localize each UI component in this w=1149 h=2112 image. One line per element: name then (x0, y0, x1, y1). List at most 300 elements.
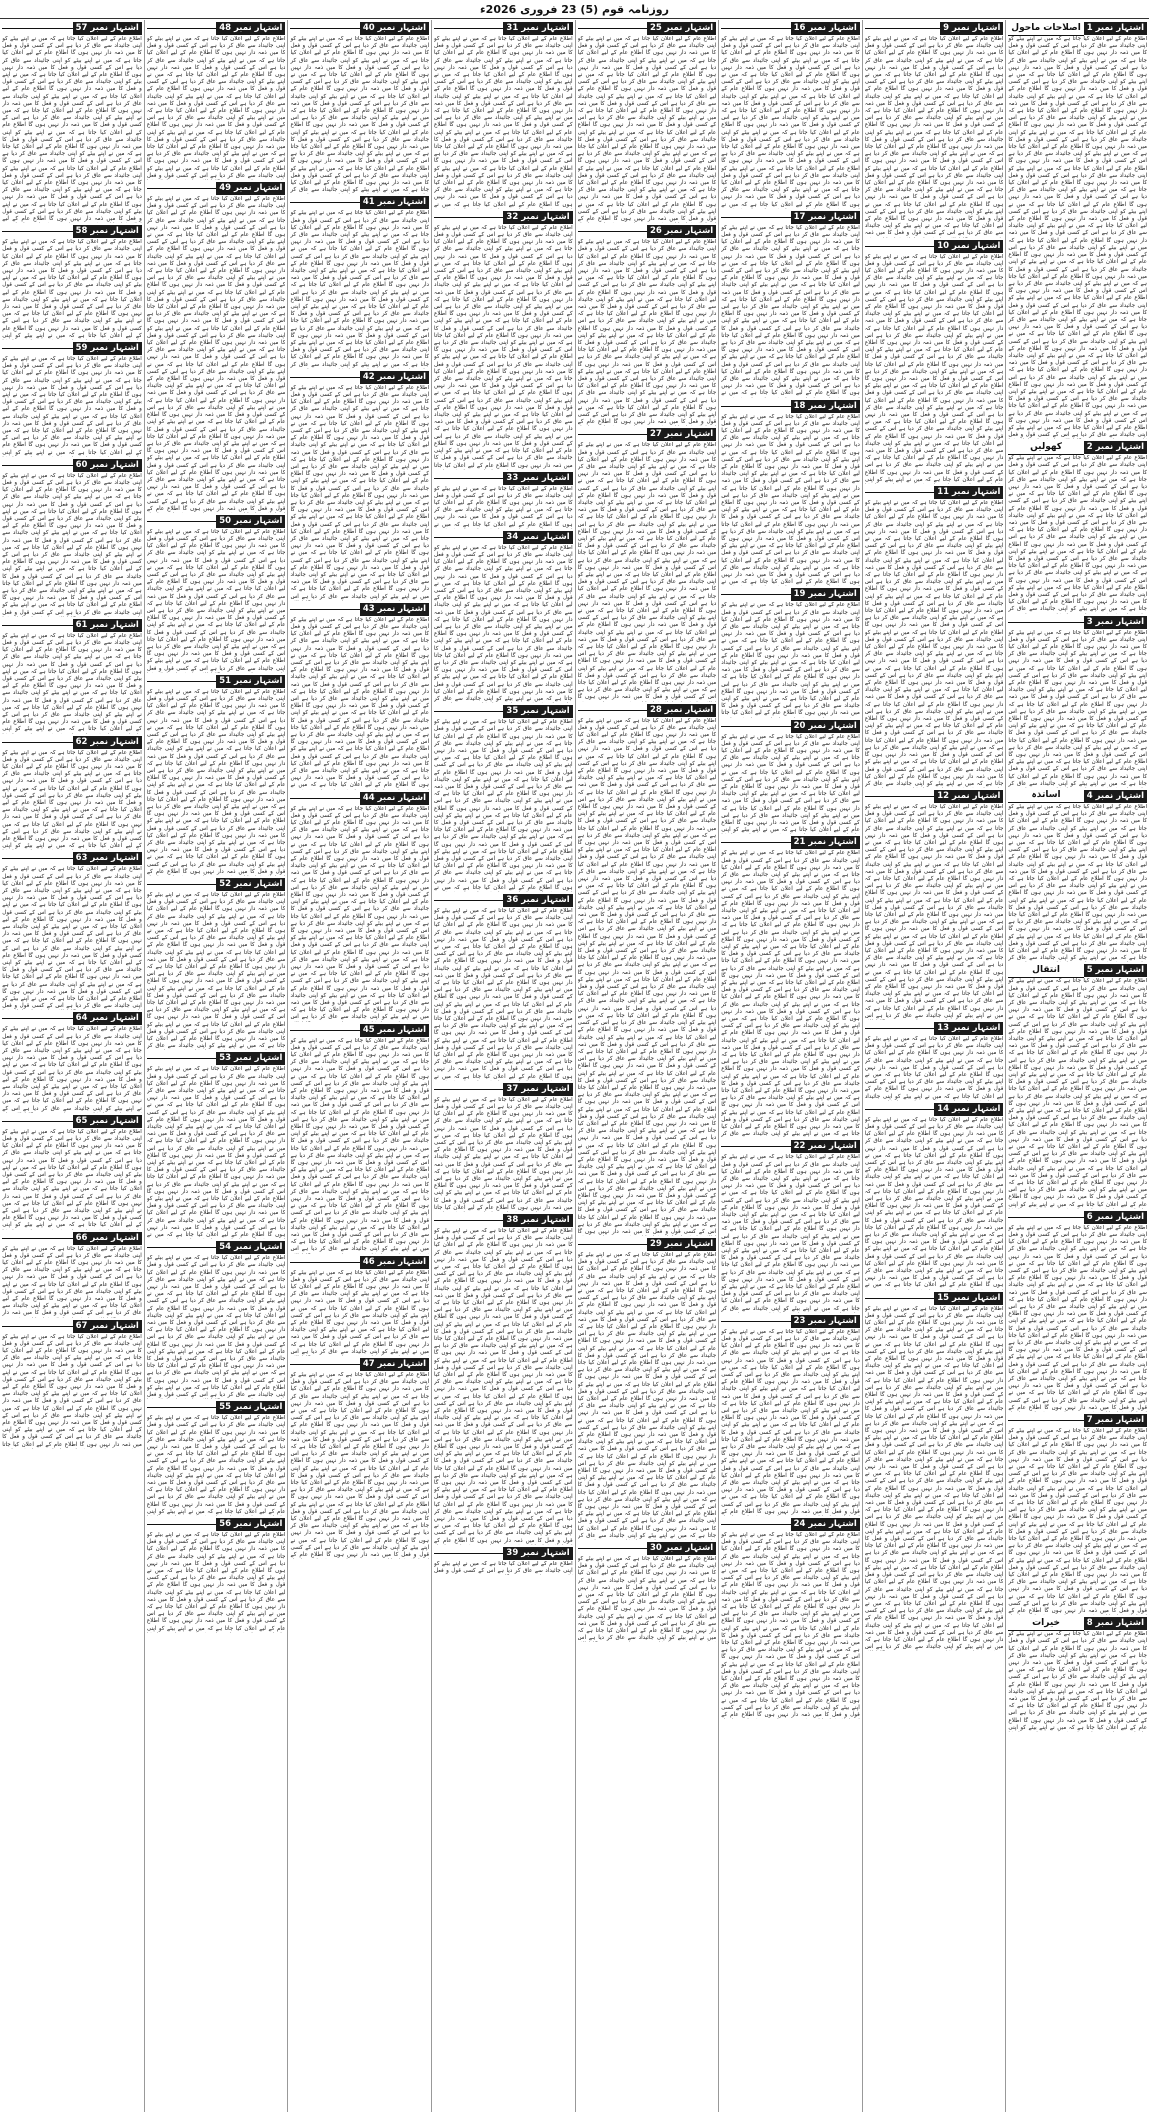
ad-number-badge: اشتہار نمبر 5 (1084, 964, 1147, 977)
ad-body-text: اطلاع عام کے لیے اعلان کیا جاتا ہے کہ میں نے اپنے بیٹے کو اپنی جائیداد سے عاق کر دیا ہے اس کے کسی قول و فعل کا میں ذمہ دار نہیں ہوں گا اطلاع عام کے لیے اعلان کیا جاتا ہے کہ میں نے اپنے بیٹے کو اپنی جائیداد سے عاق کر دیا ہے اس کے کسی قول و فعل کا میں ذمہ دار نہیں ہوں گا اطلاع عام کے لیے اعلان کیا جاتا ہے کہ میں نے اپنے بیٹے کو اپنی جائیداد سے عاق کر دیا ہے اس کے کسی قول و فعل کا میں ذمہ دار نہیں ہوں گا اطلاع عام کے لیے اعلان کیا جاتا ہے کہ میں نے اپنے بیٹے کو اپنی جائیداد سے عاق کر دیا ہے اس کے کسی قول و فعل کا میں ذمہ دار نہیں ہوں گا اطلاع عام کے لیے اعلان کیا جاتا ہے کہ میں نے اپنے بیٹے کو اپنی جائیداد سے عاق کر دیا ہے اس کے کسی قول و فعل کا میں ذمہ دار نہیں ہوں گا اطلاع عام کے لیے اعلان کیا جاتا ہے کہ میں نے اپنے بیٹے کو اپنی جائیداد سے عاق کر دیا ہے اس کے کسی قول و فعل کا میں ذمہ دار نہیں ہوں گا اطلاع عام کے لیے اعلان کیا جاتا ہے کہ میں نے اپنے بیٹے کو اپنی جائیداد سے عاق کر دیا ہے اس کے کسی قول و فعل کا میں ذمہ دار نہیں ہوں گا اطلاع عام کے لیے اعلان کیا جاتا ہے کہ میں نے اپنے بیٹے کو اپنی جائیداد سے عاق کر دیا ہے اس کے کسی قول و فعل کا میں ذمہ دار نہیں ہوں گا اطلاع عام کے لیے اعلان کیا جاتا ہے کہ میں نے اپنے بیٹے کو اپنی جائیداد سے عاق کر (721, 1154, 860, 1312)
ad-number-badge: اشتہار نمبر 47 (360, 1358, 429, 1371)
ad-header (2, 1320, 142, 1333)
classified-ad (434, 531, 573, 703)
ad-title (434, 217, 503, 218)
ad-body-text: اطلاع عام کے لیے اعلان کیا جاتا ہے کہ میں نے اپنے بیٹے کو اپنی جائیداد سے عاق کر دیا ہے اس کے کسی قول و فعل کا میں ذمہ دار نہیں ہوں گا اطلاع عام کے لیے اعلان کیا جاتا ہے کہ میں نے اپنے بیٹے کو اپنی جائیداد سے عاق کر دیا ہے اس کے کسی قول و فعل کا میں ذمہ دار نہیں ہوں گا اطلاع عام کے لیے اعلان کیا جاتا ہے کہ میں نے اپنے بیٹے کو اپنی جائیداد سے عاق کر دیا ہے اس کے کسی قول و فعل کا میں ذمہ دار نہیں ہوں گا اطلاع عام کے لیے اعلان کیا جاتا ہے کہ میں نے اپنے بیٹے کو اپنی جائیداد سے عاق کر دیا ہے اس کے کسی قول و فعل کا میں ذمہ دار نہیں ہوں گا اطلاع عام کے لیے اعلان کیا جاتا ہے کہ میں نے اپنے بیٹے کو اپنی جائیداد سے عاق کر دیا ہے اس کے کسی قول و فعل کا میں ذمہ دار نہیں ہوں گا اطلاع عام کے لیے اعلان کیا جاتا ہے کہ میں نے اپنے بیٹے کو اپنی جائیداد سے عاق کر دیا ہے اس کے کسی قول و فعل کا میں ذمہ دار نہیں ہوں گا اطلاع عام کے لیے اعلان کیا جاتا ہے کہ میں نے اپنے بیٹے کو اپنی جائیداد سے عاق کر دیا ہے اس کے کسی قول و فعل کا میں ذمہ دار نہیں ہوں گا اطلاع عام کے لیے اعلان کیا جاتا ہے کہ میں نے اپنے بیٹے کو اپنی جائیداد سے عاق کر دیا ہے اس کے کسی قول و فعل کا میں ذمہ دار نہیں ہوں گا اطلاع عام کے لیے اعلان کیا جاتا ہے کہ میں نے اپنے بیٹے کو اپنی جائیداد سے عاق کر دیا ہے اس کے کسی قول و فعل کا میں ذمہ دار نہیں ہوں گا اطلاع عام کے لیے اعلان کیا جاتا ہے کہ میں نے اپنے بیٹے کو اپنی جائیداد سے عاق کر دیا ہے اس کے کسی قول و فعل کا میں ذمہ دار نہیں ہوں گا اطلاع عام کے لیے اعلان کیا جاتا ہے کہ میں نے اپنے بیٹے کو اپنی جائیداد سے عاق کر دیا ہے اس کے کسی قول و فعل کا میں ذمہ دار نہیں ہوں گا اطلاع عام کے لیے اعلان کیا جاتا ہے کہ میں نے اپنے بیٹے کو اپنی جائیداد سے عاق کر دیا ہے اس کے کسی قول و فعل کا میں ذمہ دار نہیں ہوں گا اطلاع عام کے لیے اعلان کیا جاتا ہے کہ میں نے اپنے بیٹے کو اپنی جائیداد سے عاق کر دیا ہے اس کے کسی قول و فعل کا میں ذمہ دار نہیں ہوں گا اطلاع عام کے لیے اعلان کیا جاتا ہے کہ میں نے اپنے بیٹے کو اپنی جائیداد سے عاق کر دیا ہے اس کے کسی قول و فعل کا میں ذمہ دار نہیں ہوں گا اطلاع عام کے لیے اعلان کیا جاتا ہے کہ میں نے اپنے بیٹے کو اپنی جائیداد سے عاق کر دیا ہے اس کے کسی قول و فعل کا میں ذمہ دار نہیں ہوں گا اطلاع عام کے لیے اعلان کیا جاتا ہے کہ میں نے اپنے بیٹے کو اپنی جائیداد سے عاق کر دیا ہے اس کے کسی قول و فعل کا میں ذمہ دار نہیں ہوں گا اطلاع عام کے لیے اعلان کیا جاتا ہے کہ میں نے اپنے بیٹے کو اپنی جائیداد سے عاق کر دیا ہے اس کے کسی قول و فعل کا میں ذمہ دار نہیں ہوں گا اطلاع عام کے لیے اعلان کیا جاتا ہے کہ میں نے اپنے بیٹے کو اپنی جائیداد سے عاق کر دیا ہے اس کے کسی قول و فعل کا میں ذمہ دار نہیں ہوں گا اطلاع عام کے لیے اعلان کیا جاتا ہے کہ میں نے اپنے بیٹے کو اپنی جائیداد سے عاق کر دیا ہے اس کے کسی قول و فعل کا میں ذمہ دار نہیں ہوں گا اطلاع عام کے لیے اعلان کیا جاتا ہے کہ میں نے اپنے بیٹے کو اپنی جائیداد سے عاق کر دیا ہے اس کے کسی قول و فعل کا میں ذمہ دار نہیں ہوں گا اطلاع عام کے لیے اعلان کیا جاتا ہے کہ میں نے اپنے بیٹے کو اپنی جائیداد سے عاق کر دیا ہے اس کے کسی قول و فعل کا میں ذمہ دار نہیں ہوں گا اطلاع عام کے لیے اعلان کیا جاتا ہے کہ میں نے اپنے بیٹے کو اپنی جائیداد سے عاق کر دیا ہے اس کے کسی قول و فعل کا میں ذمہ دار نہیں ہوں گا اطلاع عام کے لیے اعلان کیا جاتا ہے کہ میں نے اپنے بیٹے کو اپنی جائیداد سے عاق کر دیا ہے اس کے کسی قول و فعل کا میں ذمہ دار نہیں ہوں گا اطلاع عام کے لیے اعلان کیا جاتا ہے کہ میں نے اپنے بیٹے کو اپنی جائیداد سے عاق کر دیا ہے اس کے کسی قول و فعل کا میں ذمہ دار نہیں ہوں گا اطلاع عام کے لیے اعلان کیا جاتا ہے کہ میں نے اپنے بیٹے کو اپنی جائیداد سے عاق کر دیا ہے اس کے کسی قول و فعل کا میں ذمہ دار نہیں ہوں گا اطلاع عام کے لیے اعلان کیا جاتا ہے کہ میں نے اپنے بیٹے کو اپنی جائیداد سے عاق کر دیا ہے اس کے کسی قول و فعل کا میں ذمہ دار نہیں ہوں گا اطلاع عام کے لیے اعلان کیا جاتا ہے کہ میں نے اپنے بیٹے کو اپنی جائیداد سے عاق کر دیا ہے اس کے کسی قول و فعل کا میں ذمہ دار نہیں ہوں گا اطلاع عام کے لیے اعلان کیا جاتا ہے کہ میں نے اپنے بیٹے کو اپنی جائیداد سے عاق کر دیا ہے اس کے کسی قول و فعل کا میں ذمہ دار نہیں ہوں گا (578, 718, 717, 1236)
ad-number-badge: اشتہار نمبر 22 (791, 1140, 860, 1153)
ad-header (865, 1022, 1004, 1035)
ad-number-badge: اشتہار نمبر 48 (216, 22, 285, 35)
ad-body-text: اطلاع عام کے لیے اعلان کیا جاتا ہے کہ میں نے اپنے بیٹے کو اپنی جائیداد سے عاق کر دیا ہے اس کے کسی قول و فعل کا میں ذمہ دار نہیں ہوں گا اطلاع عام کے لیے اعلان کیا جاتا ہے کہ میں نے اپنے بیٹے کو اپنی جائیداد سے عاق کر دیا ہے اس کے کسی قول و فعل کا میں ذمہ دار نہیں ہوں گا اطلاع عام کے لیے اعلان کیا جاتا ہے کہ میں نے اپنے بیٹے کو اپنی جائیداد سے عاق کر دیا ہے اس کے کسی قول و فعل کا میں ذمہ دار نہیں ہوں گا اطلاع عام کے لیے اعلان کیا جاتا ہے کہ میں نے اپنے بیٹے کو اپنی جائیداد سے عاق کر دیا ہے اس کے کسی قول و فعل کا میں ذمہ دار نہیں ہوں گا اطلاع عام کے لیے اعلان کیا جاتا ہے کہ میں نے اپنے بیٹے کو اپنی جائیداد سے عاق کر دیا ہے اس کے کسی قول و فعل کا میں ذمہ دار نہیں ہوں گا اطلاع عام کے لیے اعلان کیا جاتا ہے کہ میں نے اپنے بیٹے کو اپنی جائیداد سے عاق کر دیا ہے اس کے کسی قول و فعل کا میں ذمہ دار نہیں ہوں گا اطلاع عام کے لیے اعلان کیا جاتا ہے کہ میں نے اپنے بیٹے کو اپنی جائیداد سے عاق کر دیا ہے اس کے کسی قول و فعل کا میں ذمہ دار نہیں ہوں گا اطلاع عام کے لیے اعلان کیا جاتا ہے کہ میں نے اپنے بیٹے کو اپنی جائیداد سے عاق کر دیا ہے اس کے کسی قول و فعل کا میں ذمہ دار نہیں ہوں گا اطلاع عام کے لیے اعلان کیا جاتا ہے کہ میں نے اپنے بیٹے کو اپنی جائیداد سے عاق کر دیا ہے اس کے کسی قول و فعل کا میں ذمہ دار نہیں ہوں گا اطلاع عام کے لیے اعلان کیا جاتا ہے کہ میں نے اپنے بیٹے کو اپنی جائیداد سے عاق کر دیا ہے اس کے کسی قول و فعل کا میں ذمہ دار نہیں ہوں گا اطلاع عام کے لیے (2, 36, 142, 223)
ad-title (721, 1146, 790, 1147)
ad-title (578, 28, 647, 29)
ad-header (147, 515, 286, 528)
ad-title (578, 1548, 647, 1549)
classified-ad (1008, 616, 1147, 788)
ad-number-badge: اشتہار نمبر 50 (216, 515, 285, 528)
ad-title (2, 348, 72, 349)
ad-body-text: اطلاع عام کے لیے اعلان کیا جاتا ہے کہ میں نے اپنے بیٹے کو اپنی جائیداد سے عاق کر دیا ہے اس کے کسی قول و فعل کا میں ذمہ دار نہیں ہوں گا اطلاع عام کے لیے اعلان کیا جاتا ہے کہ میں نے اپنے بیٹے کو اپنی جائیداد سے عاق کر دیا ہے اس کے کسی قول و فعل کا میں ذمہ دار نہیں ہوں گا اطلاع عام کے لیے اعلان کیا جاتا ہے کہ میں نے اپنے بیٹے کو اپنی جائیداد سے عاق کر دیا ہے اس کے کسی قول و فعل کا میں ذمہ دار نہیں ہوں گا اطلاع عام کے لیے اعلان کیا جاتا ہے کہ میں نے اپنے بیٹے کو اپنی جائیداد سے عاق کر دیا ہے اس کے کسی قول و فعل کا میں ذمہ دار نہیں ہوں گا اطلاع عام کے لیے اعلان کیا جاتا ہے کہ میں نے اپنے بیٹے کو اپنی جائیداد سے عاق کر دیا ہے اس کے کسی قول و فعل کا میں ذمہ دار نہیں ہوں گا اطلاع عام کے لیے اعلان کیا جاتا ہے کہ میں نے اپنے بیٹے کو اپنی جائیداد سے عاق کر دیا ہے اس کے کسی قول و فعل کا میں ذمہ دار نہیں ہوں گا اطلاع عام کے لیے اعلان کیا جاتا ہے کہ میں نے اپنے بیٹے کو اپنی جائیداد سے عاق کر دیا ہے اس کے کسی قول و فعل کا میں ذمہ دار نہیں ہوں گا اطلاع عام کے لیے اعلان کیا جاتا ہے کہ میں نے اپنے بیٹے کو اپنی جائیداد سے عاق کر دیا ہے اس کے کسی قول و فعل کا میں ذمہ دار نہیں ہوں گا اطلاع عام کے لیے اعلان کیا جاتا ہے کہ میں نے اپنے بیٹے کو اپنی جائیداد سے عاق کر دیا ہے اس کے کسی قول و فعل کا میں ذمہ دار نہیں ہوں گا اطلاع عام کے لیے اعلان کیا جاتا ہے کہ میں نے اپنے بیٹے کو اپنی جائیداد سے عاق کر دیا ہے اس کے کسی قول و فعل کا میں ذمہ دار نہیں ہوں گا اطلاع عام کے لیے اعلان کیا جاتا ہے کہ میں نے اپنے بیٹے کو اپنی جائیداد سے عاق کر دیا ہے اس کے کسی قول و فعل کا میں ذمہ دار نہیں ہوں گا اطلاع عام کے لیے اعلان کیا جاتا ہے کہ میں نے اپنے بیٹے کو اپنی جائیداد سے عاق کر دیا ہے اس کے کسی قول و فعل کا میں ذمہ دار نہیں ہوں گا اطلاع عام کے لیے اعلان کیا جاتا ہے کہ میں نے اپنے بیٹے کو اپنی جائیداد سے عاق کر دیا ہے اس کے کسی قول و فعل کا میں ذمہ دار نہیں ہوں گا اطلاع عام کے لیے اعلان کیا جاتا ہے کہ میں نے اپنے بیٹے کو اپنی جائیداد سے عاق کر دیا ہے اس کے کسی قول و فعل کا میں ذمہ دار نہیں ہوں گا اطلاع عام کے لیے اعلان کیا جاتا ہے کہ میں نے اپنے بیٹے کو اپنی جائیداد سے عاق کر دیا ہے اس کے کسی قول و فعل کا میں ذمہ دار نہیں ہوں گا اطلاع عام کے لیے اعلان کیا جاتا ہے کہ میں نے اپنے بیٹے کو اپنی جائیداد سے عاق کر دیا ہے اس کے کسی قول و فعل کا میں ذمہ دار نہیں ہوں گا اطلاع عام کے لیے اعلان کیا جاتا ہے کہ میں نے اپنے بیٹے کو اپنی جائیداد سے عاق کر دیا ہے اس کے کسی قول و فعل کا میں ذمہ دار نہیں ہوں گا اطلاع عام کے لیے اعلان کیا جاتا ہے کہ میں نے اپنے بیٹے کو اپنی جائیداد سے عاق کر دیا ہے اس کے کسی قول و فعل کا میں ذمہ دار نہیں ہوں گا اطلاع عام کے لیے اعلان کیا جاتا ہے کہ میں نے اپنے بیٹے کو اپنی جائیداد سے عاق کر دیا ہے اس (865, 1306, 1004, 1652)
classified-ad (147, 1241, 286, 1399)
ad-body-text: اطلاع عام کے لیے اعلان کیا جاتا ہے کہ میں نے اپنے بیٹے کو اپنی جائیداد سے عاق کر دیا ہے اس کے کسی قول و فعل کا میں ذمہ دار نہیں ہوں گا اطلاع عام کے لیے اعلان کیا جاتا ہے کہ میں نے اپنے بیٹے کو اپنی جائیداد سے عاق کر دیا ہے اس کے کسی قول و فعل کا میں ذمہ دار نہیں ہوں گا اطلاع عام کے لیے اعلان کیا جاتا ہے کہ میں نے اپنے بیٹے کو اپنی جائیداد سے عاق کر دیا ہے اس کے کسی قول و فعل کا میں ذمہ دار نہیں ہوں گا اطلاع عام کے لیے اعلان کیا جاتا ہے کہ میں نے اپنے بیٹے کو اپنی جائیداد سے عاق کر دیا ہے اس کے کسی قول و فعل کا میں ذمہ دار نہیں ہوں گا اطلاع عام کے لیے اعلان کیا جاتا ہے کہ میں نے اپنے بیٹے کو اپنی جائیداد سے عاق کر دیا ہے اس کے کسی قول و فعل کا میں ذمہ دار نہیں ہوں گا اطلاع عام کے لیے اعلان کیا جاتا ہے کہ میں نے اپنے بیٹے کو اپنی جائیداد سے عاق کر دیا ہے اس کے کسی قول و فعل کا میں ذمہ دار نہیں ہوں گا اطلاع عام کے لیے اعلان کیا جاتا ہے کہ میں نے اپنے بیٹے کو اپنی جائیداد سے عاق کر دیا ہے اس کے کسی قول و فعل کا میں ذمہ دار نہیں ہوں گا اطلاع عام کے لیے اعلان کیا جاتا ہے کہ میں نے اپنے بیٹے کو اپنی جائیداد سے عاق کر دیا ہے اس کے کسی قول و فعل کا میں ذمہ دار نہیں ہوں گا اطلاع عام کے لیے اعلان کیا جاتا ہے کہ میں نے اپنے بیٹے کو اپنی جائیداد سے عاق کر دیا ہے اس کے کسی قول و فعل کا میں ذمہ دار نہیں ہوں گا اطلاع عام کے لیے اعلان کیا جاتا ہے کہ میں نے اپنے بیٹے کو اپنی جائیداد سے عاق کر دیا ہے اس کے کسی قول و فعل کا میں ذمہ دار نہیں ہوں گا اطلاع عام کے (721, 1532, 860, 1719)
ad-number-badge: اشتہار نمبر 11 (934, 486, 1003, 499)
classified-ad (2, 22, 142, 223)
ad-number-badge: اشتہار نمبر 59 (73, 342, 142, 355)
classified-ad (721, 22, 860, 209)
classified-ad (721, 1315, 860, 1516)
ad-title (2, 1121, 72, 1122)
classified-ad (1008, 441, 1147, 613)
ad-title (147, 1058, 216, 1059)
ad-header (2, 736, 142, 749)
classified-ad (2, 1012, 142, 1112)
ad-number-badge: اشتہار نمبر 60 (73, 459, 142, 472)
ad-number-badge: اشتہار نمبر 57 (73, 22, 142, 35)
ad-body-text: اطلاع عام کے لیے اعلان کیا جاتا ہے کہ میں نے اپنے بیٹے کو اپنی جائیداد سے عاق کر دیا ہے اس کے کسی قول و فعل کا میں ذمہ دار نہیں ہوں گا اطلاع عام کے لیے اعلان کیا جاتا ہے کہ میں نے اپنے بیٹے کو اپنی جائیداد سے عاق کر دیا ہے اس کے کسی قول و فعل کا میں ذمہ دار نہیں ہوں گا اطلاع عام کے لیے اعلان کیا جاتا ہے کہ میں نے اپنے بیٹے کو اپنی جائیداد سے عاق کر دیا ہے اس کے کسی قول و فعل کا میں ذمہ دار نہیں ہوں گا اطلاع عام کے لیے اعلان کیا جاتا ہے کہ میں نے اپنے بیٹے کو اپنی جائیداد سے عاق کر دیا ہے اس کے کسی قول و فعل کا میں ذمہ دار نہیں ہوں گا اطلاع عام کے لیے اعلان کیا جاتا ہے کہ میں نے اپنے بیٹے کو اپنی جائیداد سے عاق کر دیا ہے اس کے کسی قول و فعل کا میں ذمہ دار نہیں ہوں گا اطلاع عام کے لیے اعلان کیا جاتا ہے کہ میں نے اپنے بیٹے کو اپنی (721, 734, 860, 835)
ad-header (1008, 1211, 1147, 1224)
ad-number-badge: اشتہار نمبر 10 (934, 240, 1003, 253)
ad-body-text: اطلاع عام کے لیے اعلان کیا جاتا ہے کہ میں نے اپنے بیٹے کو اپنی جائیداد سے عاق کر دیا ہے اس کے کسی قول و فعل کا میں ذمہ دار نہیں ہوں گا اطلاع عام کے لیے اعلان کیا جاتا ہے کہ میں نے اپنے بیٹے کو اپنی جائیداد سے عاق کر دیا ہے اس کے کسی قول و فعل کا میں ذمہ دار نہیں ہوں گا اطلاع عام کے لیے اعلان کیا جاتا ہے کہ میں نے اپنے بیٹے کو اپنی جائیداد سے عاق کر دیا ہے اس کے کسی قول و فعل کا میں ذمہ دار نہیں ہوں گا اطلاع عام کے لیے اعلان کیا جاتا ہے کہ میں نے اپنے بیٹے کو اپنی جائیداد (865, 1036, 1004, 1101)
ad-header (721, 720, 860, 733)
ad-body-text: اطلاع عام کے لیے اعلان کیا جاتا ہے کہ میں نے اپنے بیٹے کو اپنی جائیداد سے عاق کر دیا ہے اس کے کسی قول و فعل کا میں ذمہ دار نہیں ہوں گا اطلاع عام کے لیے اعلان کیا جاتا ہے کہ میں نے اپنے بیٹے کو اپنی جائیداد سے عاق کر دیا ہے اس کے کسی قول و فعل کا میں ذمہ دار نہیں ہوں گا اطلاع عام کے لیے اعلان کیا جاتا ہے کہ میں نے اپنے بیٹے کو اپنی جائیداد سے عاق کر دیا ہے اس کے کسی قول و فعل کا میں ذمہ دار نہیں ہوں گا اطلاع عام کے لیے اعلان کیا جاتا ہے کہ میں نے اپنے بیٹے کو اپنی جائیداد سے عاق کر دیا ہے اس کے کسی قول و فعل کا میں ذمہ دار نہیں ہوں گا اطلاع عام کے لیے اعلان کیا جاتا ہے کہ میں نے اپنے بیٹے کو اپنی جائیداد سے عاق کر دیا ہے اس کے کسی قول و فعل کا میں ذمہ دار نہیں ہوں گا اطلاع عام کے لیے اعلان کیا جاتا ہے کہ میں نے اپنے بیٹے کو اپنی جائیداد سے عاق کر دیا ہے اس کے کسی قول و فعل کا میں ذمہ دار نہیں ہوں گا اطلاع عام کے لیے اعلان کیا جاتا ہے کہ میں نے اپنے بیٹے کو اپنی جائیداد سے عاق کر دیا ہے اس کے کسی قول و فعل کا میں ذمہ دار نہیں ہوں گا اطلاع عام کے لیے اعلان کیا جاتا ہے کہ میں نے اپنے بیٹے کو اپنی جائیداد سے عاق کر دیا ہے اس کے کسی قول و فعل کا میں ذمہ دار نہیں ہوں گا اطلاع عام کے لیے اعلان کیا جاتا ہے کہ میں نے اپنے بیٹے کو اپنی جائیداد سے عاق کر دیا ہے اس کے کسی قول و فعل کا میں ذمہ دار نہیں ہوں گا اطلاع عام کے لیے اعلان کیا جاتا ہے کہ میں نے (290, 617, 429, 790)
ad-header (865, 1103, 1004, 1116)
ad-title (578, 1244, 647, 1245)
ad-number-badge: اشتہار نمبر 38 (503, 1214, 572, 1227)
ad-number-badge: اشتہار نمبر 8 (1084, 1617, 1147, 1630)
classified-columns (0, 20, 1149, 2112)
classified-ad (865, 1022, 1004, 1101)
ad-title (2, 1326, 72, 1327)
classified-ad (721, 400, 860, 587)
ad-header (865, 22, 1004, 35)
ad-body-text: اطلاع عام کے لیے اعلان کیا جاتا ہے کہ میں نے اپنے بیٹے کو اپنی جائیداد سے عاق کر دیا ہے اس کے کسی قول و فعل کا میں ذمہ دار نہیں ہوں گا اطلاع عام کے لیے اعلان کیا جاتا ہے کہ میں نے اپنے بیٹے کو اپنی جائیداد سے عاق کر دیا ہے اس کے کسی قول و فعل کا میں ذمہ دار نہیں ہوں گا اطلاع عام کے لیے اعلان کیا جاتا ہے کہ میں نے اپنے بیٹے کو اپنی جائیداد سے عاق کر دیا ہے اس کے کسی قول و فعل کا میں ذمہ دار نہیں ہوں گا اطلاع عام کے لیے اعلان کیا جاتا ہے کہ میں نے اپنے بیٹے کو اپنی جائیداد سے عاق کر دیا ہے اس کے کسی قول و فعل کا میں ذمہ دار نہیں ہوں گا اطلاع عام کے لیے اعلان کیا جاتا ہے کہ میں نے اپنے بیٹے کو اپنی جائیداد سے عاق کر دیا ہے اس کے کسی قول و فعل کا میں ذمہ دار نہیں ہوں گا اطلاع عام کے لیے اعلان کیا جاتا ہے کہ میں نے اپنے بیٹے کو اپنی جائیداد سے عاق کر دیا ہے اس کے کسی قول و فعل کا میں ذمہ دار نہیں ہوں گا اطلاع عام کے لیے اعلان کیا جاتا ہے کہ میں نے اپنے بیٹے کو اپنی جائیداد سے عاق کر دیا ہے اس کے کسی قول و فعل کا میں ذمہ دار نہیں ہوں گا اطلاع عام کے لیے اعلان کیا جاتا ہے کہ میں نے اپنے بیٹے کو اپنی جائیداد سے عاق کر دیا ہے اس کے کسی قول و فعل کا میں ذمہ دار نہیں ہوں گا اطلاع عام کے لیے اعلان کیا جاتا ہے کہ میں نے اپنے بیٹے کو اپنی جائیداد سے عاق کر دیا ہے اس کے کسی قول و فعل کا میں ذمہ دار نہیں ہوں گا اطلاع عام کے لیے اعلان کیا جاتا ہے کہ میں نے اپنے بیٹے کو اپنی جائیداد سے عاق کر دیا ہے اس کے کسی قول و فعل کا میں ذمہ دار نہیں ہوں گا اطلاع عام کے لیے اعلان کیا جاتا ہے کہ میں نے اپنے بیٹے کو اپنی جائیداد سے عاق کر دیا ہے اس کے کسی قول و فعل کا میں ذمہ دار نہیں ہوں گا اطلاع عام کے لیے اعلان کیا جاتا ہے کہ میں نے اپنے بیٹے کو اپنی جائیداد سے عاق کر دیا ہے اس (290, 385, 429, 601)
ad-body-text: اطلاع عام کے لیے اعلان کیا جاتا ہے کہ میں نے اپنے بیٹے کو اپنی جائیداد سے عاق کر دیا ہے اس کے کسی قول و فعل کا میں ذمہ دار نہیں ہوں گا اطلاع عام کے لیے اعلان کیا جاتا ہے کہ میں نے اپنے بیٹے کو اپنی جائیداد سے عاق کر دیا ہے اس کے کسی قول و فعل کا میں ذمہ دار نہیں ہوں گا اطلاع عام کے لیے اعلان کیا جاتا ہے کہ میں نے اپنے بیٹے کو اپنی جائیداد سے عاق کر دیا ہے اس کے کسی قول و فعل کا میں ذمہ دار نہیں ہوں گا اطلاع عام کے لیے اعلان کیا جاتا ہے کہ میں نے اپنے بیٹے کو اپنی جائیداد سے عاق کر دیا ہے اس کے کسی قول و فعل کا میں ذمہ دار نہیں ہوں گا اطلاع عام کے لیے اعلان کیا جاتا ہے کہ میں نے اپنے بیٹے کو اپنی جائیداد سے عاق کر دیا ہے اس کے کسی قول و فعل کا میں ذمہ دار نہیں ہوں گا اطلاع عام کے لیے اعلان کیا جاتا ہے کہ میں نے اپنے بیٹے کو اپنی جائیداد سے عاق کر دیا ہے اس کے کسی قول و فعل کا میں ذمہ دار نہیں ہوں گا اطلاع عام کے لیے اعلان کیا جاتا ہے کہ میں نے اپنے بیٹے کو اپنی جائیداد سے عاق کر دیا ہے اس کے کسی قول و فعل کا میں ذمہ دار نہیں ہوں گا اطلاع عام کے لیے اعلان کیا جاتا ہے کہ میں نے اپنے بیٹے کو اپنی جائیداد سے عاق کر دیا ہے اس کے کسی قول و فعل کا میں ذمہ دار نہیں ہوں گا اطلاع عام کے لیے اعلان کیا جاتا ہے کہ میں نے اپنے بیٹے کو اپنی جائیداد سے عاق کر (290, 36, 429, 194)
ad-header (2, 619, 142, 632)
ad-title (290, 798, 359, 799)
ad-header (865, 1292, 1004, 1305)
ad-number-badge: اشتہار نمبر 1 (1084, 22, 1147, 35)
ad-title: کھولیں (1008, 441, 1083, 455)
column (575, 20, 719, 2112)
column (287, 20, 431, 2112)
ad-body-text: اطلاع عام کے لیے اعلان کیا جاتا ہے کہ میں نے اپنے بیٹے کو اپنی جائیداد سے عاق کر دیا ہے اس کے کسی قول و فعل کا میں ذمہ دار نہیں ہوں گا اطلاع عام کے لیے اعلان کیا جاتا ہے کہ میں نے اپنے بیٹے کو اپنی جائیداد سے عاق کر دیا ہے اس کے کسی قول و فعل کا میں ذمہ دار نہیں ہوں گا اطلاع عام کے لیے اعلان کیا جاتا ہے کہ میں نے اپنے بیٹے کو اپنی جائیداد سے عاق کر دیا ہے اس کے کسی قول و فعل کا میں ذمہ دار نہیں ہوں گا اطلاع عام کے لیے اعلان کیا جاتا ہے کہ میں نے اپنے بیٹے کو اپنی جائیداد سے عاق کر دیا ہے اس کے کسی قول و فعل کا میں ذمہ دار نہیں ہوں گا اطلاع عام کے لیے اعلان کیا جاتا ہے کہ میں نے اپنے بیٹے کو اپنی جائیداد سے عاق کر دیا ہے اس کے کسی قول و فعل کا میں ذمہ دار نہیں ہوں گا اطلاع عام کے لیے اعلان کیا جاتا ہے کہ میں نے اپنے بیٹے کو اپنی جائیداد سے عاق کر دیا ہے اس کے کسی قول و فعل کا میں ذمہ دار نہیں ہوں گا اطلاع عام کے لیے اعلان کیا جاتا ہے کہ میں نے اپنے بیٹے کو اپنی جائیداد سے عاق کر دیا ہے اس کے کسی قول و فعل کا میں ذمہ دار نہیں ہوں گا اطلاع عام کے لیے اعلان کیا جاتا ہے کہ میں نے اپنے بیٹے کو اپنی جائیداد سے عاق کر دیا ہے اس کے کسی قول و فعل کا میں ذمہ دار نہیں ہوں گا اطلاع عام کے لیے اعلان کیا جاتا ہے کہ میں نے اپنے بیٹے کو اپنی جائیداد سے عاق کر دیا ہے اس کے کسی قول و فعل کا میں ذمہ دار نہیں ہوں گا اطلاع عام کے لیے اعلان کیا جاتا ہے کہ میں نے اپنے بیٹے کو اپنی جائیداد سے عاق کر دیا ہے اس کے کسی قول و فعل کا میں ذمہ دار نہیں ہوں گا اطلاع عام کے لیے اعلان کیا جاتا ہے کہ میں نے اپنے بیٹے کو اپنی جائیداد سے عاق کر دیا ہے اس کے کسی قول و فعل کا میں ذمہ دار نہیں ہوں گا اطلاع عام کے لیے اعلان کیا جاتا ہے کہ میں نے اپنے بیٹے کو اپنی جائیداد سے عاق کر دیا ہے اس کے کسی قول و فعل کا میں ذمہ دار نہیں ہوں گا اطلاع عام کے لیے اعلان کیا جاتا ہے کہ میں نے اپنے بیٹے کو اپنی جائیداد سے عاق کر دیا ہے اس کے کسی قول و فعل کا میں ذمہ دار نہیں ہوں گا اطلاع عام کے لیے اعلان کیا جاتا ہے کہ میں نے اپنے بیٹے کو اپنی جائیداد سے عاق کر دیا ہے اس کے کسی قول و فعل کا میں ذمہ دار نہیں ہوں گا اطلاع عام کے لیے اعلان کیا جاتا ہے کہ میں نے اپنے بیٹے کو اپنی جائیداد سے عاق کر دیا ہے اس کے کسی قول و فعل کا میں ذمہ دار نہیں ہوں گا اطلاع عام کے لیے اعلان کیا جاتا ہے کہ میں نے اپنے بیٹے کو اپنی جائیداد سے عاق کر دیا ہے اس کے کسی قول و فعل کا میں ذمہ دار نہیں ہوں گا اطلاع عام کے لیے اعلان کیا جاتا ہے کہ میں نے اپنے بیٹے کو اپنی جائیداد سے عاق کر دیا ہے اس کے کسی قول و فعل کا میں ذمہ دار نہیں ہوں گا اطلاع عام کے (434, 1228, 573, 1545)
ad-header (2, 22, 142, 35)
column (0, 20, 144, 2112)
classified-ad (147, 1518, 286, 1633)
ad-header (147, 22, 286, 35)
column (862, 20, 1006, 2112)
ad-body-text: اطلاع عام کے لیے اعلان کیا جاتا ہے کہ میں نے اپنے بیٹے کو اپنی جائیداد سے عاق کر دیا ہے اس کے کسی قول و فعل کا میں ذمہ دار نہیں ہوں گا اطلاع عام کے لیے اعلان کیا جاتا ہے کہ میں نے اپنے بیٹے کو اپنی جائیداد سے عاق کر دیا ہے اس کے کسی قول و فعل کا میں ذمہ دار نہیں ہوں گا اطلاع عام کے لیے اعلان کیا جاتا ہے کہ میں نے اپنے بیٹے کو اپنی جائیداد سے عاق کر دیا ہے اس کے کسی قول و فعل کا میں ذمہ دار نہیں ہوں گا اطلاع عام کے لیے اعلان کیا جاتا ہے کہ میں نے اپنے بیٹے کو اپنی جائیداد سے عاق کر دیا ہے اس کے کسی قول و فعل کا میں ذمہ دار نہیں ہوں گا اطلاع عام کے لیے اعلان کیا جاتا ہے کہ میں نے اپنے بیٹے کو اپنی جائیداد سے عاق کر دیا ہے اس کے کسی قول و فعل کا میں ذمہ دار نہیں ہوں گا اطلاع عام کے لیے اعلان کیا جاتا ہے کہ میں نے اپنے بیٹے کو اپنی جائیداد سے عاق کر دیا ہے اس کے کسی قول و فعل کا میں ذمہ دار نہیں ہوں گا اطلاع عام کے لیے اعلان کیا جاتا ہے کہ میں نے اپنے بیٹے کو اپنی جائیداد سے عاق کر دیا ہے اس کے کسی قول و فعل کا میں ذمہ دار نہیں ہوں گا اطلاع عام کے لیے اعلان کیا جاتا ہے کہ میں نے اپنے بیٹے کو اپنی جائیداد سے عاق کر دیا ہے اس کے کسی قول و فعل کا میں ذمہ دار نہیں ہوں گا اطلاع عام کے لیے اعلان کیا جاتا ہے کہ میں نے اپنے بیٹے کو اپنی جائیداد سے عاق کر دیا ہے اس کے کسی قول و فعل کا میں ذمہ دار نہیں ہوں گا اطلاع عام کے لیے اعلان کیا جاتا ہے کہ میں نے اپنے بیٹے کو اپنی جائیداد سے عاق کر دیا ہے اس کے کسی قول و فعل کا میں ذمہ دار نہیں ہوں گا اطلاع عام کے لیے اعلان کیا جاتا ہے کہ میں نے اپنے بیٹے کو اپنی جائیداد سے عاق کر دیا ہے اس کے کسی قول و فعل کا میں ذمہ دار نہیں ہوں گا اطلاع عام کے لیے اعلان کیا جاتا ہے کہ میں نے اپنے بیٹے کو اپنی جائیداد سے عاق کر دیا ہے اس کے کسی قول و فعل کا میں ذمہ دار نہیں ہوں گا اطلاع عام کے لیے اعلان کیا جاتا ہے کہ میں نے اپنے بیٹے کو اپنی (865, 254, 1004, 484)
classified-ad (434, 894, 573, 1081)
ad-title (1008, 1420, 1083, 1421)
ad-header (721, 211, 860, 224)
ad-title (578, 434, 647, 435)
ad-number-badge: اشتہار نمبر 30 (647, 1542, 716, 1555)
ad-number-badge: اشتہار نمبر 3 (1084, 616, 1147, 629)
ad-number-badge: اشتہار نمبر 44 (360, 792, 429, 805)
classified-ad (721, 836, 860, 1138)
ad-number-badge: اشتہار نمبر 66 (73, 1232, 142, 1245)
classified-ad (290, 22, 429, 194)
ad-header (434, 211, 573, 224)
ad-number-badge: اشتہار نمبر 16 (791, 22, 860, 35)
ad-header (721, 22, 860, 35)
ad-title (721, 842, 790, 843)
column (431, 20, 575, 2112)
ad-title (721, 217, 790, 218)
ad-header (147, 1401, 286, 1414)
classified-ad (2, 342, 142, 457)
classified-ad (2, 736, 142, 851)
classified-ad (2, 852, 142, 1010)
ad-body-text: اطلاع عام کے لیے اعلان کیا جاتا ہے کہ میں نے اپنے بیٹے کو اپنی جائیداد سے عاق کر دیا ہے اس کے کسی قول و فعل کا میں ذمہ دار نہیں ہوں گا اطلاع عام کے لیے اعلان کیا جاتا ہے کہ میں نے اپنے بیٹے کو اپنی جائیداد سے عاق کر دیا ہے اس کے کسی قول و فعل کا میں ذمہ دار نہیں ہوں گا اطلاع عام کے لیے اعلان کیا جاتا ہے کہ میں نے اپنے بیٹے کو اپنی جائیداد سے عاق کر دیا ہے اس کے کسی قول و فعل کا میں ذمہ دار نہیں ہوں گا اطلاع عام کے لیے اعلان کیا جاتا ہے کہ میں نے اپنے بیٹے کو اپنی جائیداد سے عاق کر دیا ہے اس کے کسی قول و فعل کا میں ذمہ دار نہیں ہوں گا اطلاع عام کے لیے اعلان کیا جاتا ہے کہ میں نے اپنے بیٹے کو اپنی جائیداد سے عاق کر دیا ہے اس کے کسی قول و فعل کا میں ذمہ دار نہیں ہوں گا اطلاع عام کے لیے اعلان کیا جاتا ہے کہ میں نے اپنے بیٹے کو اپنی جائیداد سے عاق کر دیا ہے اس کے کسی قول و فعل کا میں ذمہ دار نہیں ہوں گا اطلاع عام کے لیے اعلان کیا جاتا ہے کہ میں نے اپنے بیٹے کو اپنی جائیداد سے عاق کر دیا ہے اس کے کسی قول و فعل کا میں ذمہ دار نہیں ہوں گا اطلاع عام کے لیے اعلان کیا جاتا ہے کہ میں نے اپنے بیٹے کو اپنی جائیداد سے عاق کر دیا ہے اس کے کسی قول و فعل کا میں ذمہ دار نہیں ہوں گا اطلاع عام کے لیے اعلان کیا جاتا ہے کہ میں نے اپنے بیٹے کو اپنی جائیداد سے عاق کر دیا ہے اس کے کسی قول و فعل کا میں ذمہ دار نہیں ہوں گا اطلاع عام کے لیے اعلان کیا جاتا ہے کہ میں نے (147, 1066, 286, 1239)
ad-body-text: اطلاع عام کے لیے اعلان کیا جاتا ہے کہ میں نے اپنے بیٹے کو اپنی جائیداد سے عاق کر دیا ہے اس کے کسی قول و فعل کا میں ذمہ دار نہیں ہوں گا اطلاع عام کے لیے اعلان کیا جاتا ہے کہ میں نے اپنے بیٹے کو اپنی جائیداد سے عاق کر دیا ہے اس کے کسی قول و فعل کا میں ذمہ دار نہیں ہوں گا اطلاع عام کے لیے اعلان کیا جاتا ہے کہ میں نے اپنے بیٹے کو اپنی جائیداد سے عاق کر دیا ہے اس کے کسی قول و فعل کا میں ذمہ دار نہیں ہوں گا اطلاع عام کے لیے اعلان کیا جاتا ہے کہ میں نے اپنے بیٹے کو اپنی جائیداد سے عاق کر دیا ہے اس کے کسی قول و فعل کا میں ذمہ دار نہیں ہوں گا اطلاع عام کے لیے اعلان کیا جاتا ہے کہ میں نے اپنے بیٹے کو اپنی جائیداد سے عاق کر دیا ہے اس کے کسی قول و فعل کا میں ذمہ دار نہیں ہوں گا اطلاع عام کے لیے اعلان کیا جاتا ہے کہ میں نے اپنے بیٹے کو اپنی جائیداد سے عاق کر دیا ہے اس کے کسی قول و فعل کا میں ذمہ دار نہیں ہوں گا اطلاع عام کے لیے اعلان کیا جاتا ہے کہ میں نے اپنے بیٹے کو اپنی جائیداد سے عاق کر دیا ہے اس کے کسی قول و فعل کا میں ذمہ دار نہیں ہوں گا اطلاع عام کے لیے اعلان کیا جاتا ہے کہ میں نے اپنے بیٹے کو اپنی جائیداد سے عاق کر دیا ہے اس کے کسی قول و فعل کا میں ذمہ دار نہیں ہوں گا اطلاع عام کے لیے اعلان کیا جاتا ہے کہ میں نے اپنے بیٹے کو اپنی جائیداد سے عاق کر (1008, 455, 1147, 613)
classified-ad (2, 1115, 142, 1230)
ad-body-text: اطلاع عام کے لیے اعلان کیا جاتا ہے کہ میں نے اپنے بیٹے کو اپنی جائیداد سے عاق کر دیا ہے اس کے کسی قول و فعل کا میں ذمہ دار نہیں ہوں گا اطلاع عام کے لیے اعلان کیا جاتا ہے کہ میں نے اپنے بیٹے کو اپنی جائیداد سے عاق کر دیا ہے اس کے کسی قول و فعل کا میں ذمہ دار نہیں ہوں گا اطلاع عام کے لیے اعلان کیا جاتا ہے کہ میں نے اپنے بیٹے کو اپنی جائیداد سے عاق کر دیا ہے اس کے کسی قول و فعل کا میں ذمہ دار نہیں ہوں گا اطلاع عام کے لیے اعلان کیا جاتا ہے کہ میں نے اپنے بیٹے کو اپنی جائیداد سے عاق کر دیا ہے اس کے کسی قول و فعل کا میں ذمہ دار نہیں ہوں گا اطلاع عام کے لیے اعلان کیا جاتا ہے کہ میں نے اپنے بیٹے کو اپنی جائیداد سے عاق کر دیا ہے اس کے کسی قول و فعل کا میں ذمہ دار نہیں ہوں گا اطلاع عام کے لیے اعلان کیا جاتا ہے کہ میں نے اپنے بیٹے کو اپنی جائیداد سے عاق کر دیا ہے اس کے کسی قول و فعل کا میں ذمہ دار نہیں ہوں گا اطلاع عام کے لیے اعلان کیا جاتا ہے کہ میں نے اپنے بیٹے کو اپنی جائیداد سے عاق کر دیا ہے اس کے کسی قول و فعل کا میں ذمہ دار نہیں ہوں گا اطلاع عام کے لیے اعلان کیا جاتا ہے کہ میں نے اپنے بیٹے کو اپنی جائیداد سے عاق کر دیا ہے اس کے کسی قول و فعل کا میں ذمہ دار نہیں ہوں گا اطلاع عام کے لیے اعلان کیا جاتا ہے کہ میں نے اپنے بیٹے کو اپنی جائیداد سے عاق کر دیا ہے اس کے کسی قول و فعل کا میں ذمہ دار نہیں ہوں گا اطلاع عام کے لیے اعلان کیا جاتا ہے کہ میں نے (434, 36, 573, 209)
ad-header (290, 22, 429, 35)
ad-title (865, 28, 940, 29)
ad-body-text: اطلاع عام کے لیے اعلان کیا جاتا ہے کہ میں نے اپنے بیٹے کو اپنی جائیداد سے عاق کر دیا ہے اس کے کسی قول و فعل کا میں ذمہ دار نہیں ہوں گا اطلاع عام کے لیے اعلان کیا جاتا ہے کہ میں نے اپنے بیٹے کو اپنی جائیداد سے عاق کر دیا ہے اس کے کسی قول و فعل کا میں ذمہ دار نہیں ہوں گا اطلاع عام کے لیے اعلان کیا جاتا ہے کہ میں نے اپنے بیٹے کو اپنی جائیداد سے عاق کر دیا ہے اس کے کسی قول و فعل کا میں ذمہ دار نہیں ہوں گا اطلاع عام کے لیے اعلان کیا جاتا ہے کہ میں نے اپنے بیٹے کو اپنی جائیداد سے عاق کر دیا ہے اس کے کسی قول و فعل کا میں ذمہ دار نہیں ہوں گا اطلاع عام کے لیے اعلان کیا جاتا ہے کہ میں نے اپنے بیٹے کو اپنی جائیداد سے عاق کر دیا ہے اس کے کسی قول و فعل کا میں ذمہ دار نہیں ہوں گا اطلاع عام کے لیے اعلان کیا جاتا ہے کہ میں نے اپنے بیٹے کو اپنی (2, 356, 142, 457)
ad-header (290, 371, 429, 384)
ad-header (434, 1214, 573, 1227)
ad-title: اصلاحات ماحول (1008, 22, 1083, 36)
ad-header (865, 486, 1004, 499)
classified-ad (290, 1024, 429, 1254)
ad-body-text: اطلاع عام کے لیے اعلان کیا جاتا ہے کہ میں نے اپنے بیٹے کو اپنی جائیداد سے عاق کر دیا ہے اس کے کسی قول و فعل کا میں ذمہ دار نہیں ہوں گا اطلاع عام کے لیے اعلان کیا جاتا ہے کہ میں نے اپنے بیٹے کو اپنی جائیداد سے عاق کر دیا ہے اس کے کسی قول و فعل کا میں ذمہ دار نہیں ہوں گا اطلاع عام کے لیے اعلان کیا جاتا ہے کہ میں نے اپنے بیٹے کو اپنی جائیداد سے عاق کر دیا ہے اس کے کسی قول و فعل کا میں ذمہ دار نہیں ہوں گا اطلاع عام کے لیے اعلان کیا جاتا ہے کہ میں نے اپنے بیٹے کو اپنی جائیداد سے عاق کر دیا ہے اس کے کسی قول و فعل کا میں ذمہ دار نہیں ہوں گا اطلاع عام کے لیے اعلان کیا جاتا ہے کہ میں نے اپنے بیٹے کو اپنی جائیداد سے عاق کر دیا ہے اس کے کسی قول و فعل کا میں ذمہ دار نہیں ہوں گا اطلاع عام کے لیے اعلان کیا جاتا ہے کہ میں نے اپنے بیٹے کو اپنی جائیداد سے عاق کر دیا ہے اس کے کسی قول و فعل کا میں ذمہ دار نہیں ہوں گا اطلاع عام کے لیے اعلان کیا جاتا ہے کہ میں نے اپنے بیٹے کو اپنی جائیداد سے عاق کر دیا ہے اس کے کسی قول و فعل کا میں ذمہ دار نہیں ہوں گا اطلاع عام کے لیے اعلان کیا جاتا ہے کہ میں نے اپنے بیٹے کو اپنی جائیداد سے عاق کر دیا ہے اس کے کسی قول و فعل (147, 529, 286, 673)
ad-body-text: اطلاع عام کے لیے اعلان کیا جاتا ہے کہ میں نے اپنے بیٹے کو اپنی جائیداد سے عاق کر دیا ہے اس کے کسی قول و فعل کا میں ذمہ دار نہیں ہوں گا اطلاع عام کے لیے اعلان کیا جاتا ہے کہ میں نے اپنے بیٹے کو اپنی جائیداد سے عاق کر دیا ہے اس کے کسی قول و فعل کا میں ذمہ دار نہیں ہوں گا اطلاع عام کے لیے اعلان کیا جاتا ہے کہ میں نے اپنے بیٹے کو اپنی جائیداد سے عاق کر دیا ہے اس کے کسی قول و فعل کا میں ذمہ دار نہیں ہوں گا اطلاع عام کے لیے اعلان کیا جاتا ہے کہ میں نے اپنے بیٹے کو اپنی جائیداد سے عاق کر دیا ہے اس کے کسی قول و فعل کا میں ذمہ دار نہیں ہوں گا اطلاع عام کے لیے اعلان کیا جاتا ہے کہ میں نے اپنے بیٹے کو اپنی جائیداد سے عاق کر دیا ہے اس کے کسی قول و فعل کا میں ذمہ دار نہیں ہوں گا اطلاع عام کے لیے اعلان کیا جاتا ہے کہ میں نے اپنے بیٹے کو اپنی جائیداد سے عاق کر دیا ہے اس کے کسی قول و فعل کا میں ذمہ دار نہیں ہوں گا اطلاع عام کے لیے اعلان کیا جاتا ہے کہ میں نے اپنے بیٹے کو اپنی جائیداد سے عاق کر دیا ہے اس کے کسی قول و فعل کا میں ذمہ دار نہیں ہوں گا اطلاع عام کے لیے اعلان کیا جاتا ہے کہ میں نے اپنے بیٹے کو اپنی جائیداد سے عاق کر دیا ہے اس کے کسی قول و فعل کا میں ذمہ دار نہیں ہوں گا اطلاع عام کے لیے اعلان کیا جاتا ہے کہ میں نے اپنے بیٹے کو اپنی جائیداد سے عاق کر دیا ہے اس کے کسی قول و فعل کا میں ذمہ دار نہیں ہوں گا اطلاع عام کے لیے اعلان کیا جاتا ہے کہ میں نے (434, 719, 573, 892)
ad-body-text: اطلاع عام کے لیے اعلان کیا جاتا ہے کہ میں نے اپنے بیٹے کو اپنی جائیداد سے عاق کر دیا ہے اس کے کسی قول و فعل کا میں ذمہ دار نہیں ہوں گا اطلاع عام کے لیے اعلان کیا جاتا ہے کہ میں نے اپنے بیٹے کو اپنی جائیداد سے عاق کر دیا ہے اس کے کسی قول و فعل کا میں ذمہ دار نہیں ہوں گا اطلاع عام کے لیے اعلان کیا جاتا ہے کہ میں نے اپنے بیٹے کو اپنی جائیداد سے عاق کر دیا ہے اس کے کسی قول و فعل کا میں ذمہ دار نہیں ہوں گا اطلاع عام کے لیے اعلان کیا جاتا ہے کہ میں نے اپنے بیٹے کو اپنی جائیداد سے عاق کر دیا ہے اس کے کسی قول و فعل کا میں ذمہ دار نہیں ہوں گا اطلاع عام کے لیے اعلان کیا جاتا ہے کہ میں نے اپنے بیٹے کو اپنی جائیداد سے عاق کر دیا ہے اس کے کسی قول و فعل کا میں ذمہ دار نہیں ہوں گا اطلاع عام کے لیے اعلان کیا جاتا ہے کہ میں نے اپنے بیٹے کو اپنی جائیداد سے عاق کر دیا ہے اس کے کسی قول و فعل کا میں ذمہ دار نہیں ہوں گا اطلاع عام کے لیے اعلان کیا جاتا ہے کہ میں نے اپنے بیٹے کو اپنی جائیداد سے عاق کر دیا ہے اس کے کسی قول و فعل کا میں ذمہ دار نہیں ہوں گا اطلاع عام کے لیے اعلان کیا جاتا ہے کہ میں نے اپنے بیٹے کو اپنی جائیداد سے عاق کر دیا ہے اس کے کسی قول و فعل کا میں ذمہ دار نہیں ہوں گا اطلاع عام کے لیے اعلان کیا جاتا ہے کہ میں نے اپنے بیٹے کو اپنی جائیداد سے عاق کر دیا ہے اس کے کسی قول و فعل کا میں ذمہ دار نہیں ہوں گا اطلاع عام کے لیے اعلان کیا جاتا ہے کہ میں نے (865, 1117, 1004, 1290)
ad-number-badge: اشتہار نمبر 49 (216, 182, 285, 195)
ad-title (290, 1030, 359, 1031)
ad-header (1008, 1617, 1147, 1630)
classified-ad (865, 1292, 1004, 1652)
classified-ad (2, 619, 142, 734)
ad-header (721, 1315, 860, 1328)
ad-header (721, 588, 860, 601)
classified-ad (434, 211, 573, 470)
column (144, 20, 288, 2112)
classified-ad (2, 1232, 142, 1318)
classified-ad (434, 472, 573, 529)
ad-number-badge: اشتہار نمبر 58 (73, 225, 142, 238)
ad-header (2, 1232, 142, 1245)
ad-body-text: اطلاع عام کے لیے اعلان کیا جاتا ہے کہ میں نے اپنے بیٹے کو اپنی جائیداد سے عاق کر دیا ہے اس کے کسی قول و فعل کا میں ذمہ دار نہیں ہوں گا اطلاع عام کے لیے اعلان کیا جاتا ہے کہ میں نے اپنے بیٹے کو اپنی جائیداد سے عاق کر دیا ہے اس کے کسی قول و فعل کا میں ذمہ دار نہیں ہوں گا اطلاع عام کے لیے اعلان کیا جاتا ہے کہ میں نے اپنے بیٹے کو اپنی جائیداد سے عاق کر دیا ہے اس کے کسی قول و فعل کا میں ذمہ دار نہیں ہوں گا اطلاع عام کے لیے اعلان کیا جاتا ہے کہ میں نے اپنے بیٹے کو اپنی جائیداد سے عاق کر دیا ہے اس کے کسی قول و فعل کا میں ذمہ دار نہیں ہوں گا اطلاع عام کے لیے اعلان کیا جاتا ہے کہ میں نے اپنے بیٹے کو اپنی جائیداد سے عاق کر دیا ہے اس کے کسی قول و فعل کا میں ذمہ دار نہیں ہوں گا اطلاع عام کے لیے اعلان کیا جاتا ہے کہ میں نے اپنے بیٹے کو اپنی (2, 239, 142, 340)
ad-number-badge: اشتہار نمبر 18 (791, 400, 860, 413)
ad-title (865, 1109, 934, 1110)
ad-number-badge: اشتہار نمبر 21 (791, 836, 860, 849)
ad-number-badge: اشتہار نمبر 54 (216, 1241, 285, 1254)
ad-header (434, 531, 573, 544)
ad-header (290, 1256, 429, 1269)
ad-title (721, 1321, 790, 1322)
ad-body-text: اطلاع عام کے لیے اعلان کیا جاتا ہے کہ میں نے اپنے بیٹے کو اپنی جائیداد سے عاق کر دیا ہے اس کے کسی قول و فعل کا میں ذمہ دار نہیں ہوں گا اطلاع عام کے لیے اعلان کیا جاتا ہے کہ میں نے اپنے بیٹے کو اپنی جائیداد سے عاق کر دیا ہے اس کے کسی قول و فعل کا میں ذمہ دار نہیں ہوں گا اطلاع عام کے لیے اعلان کیا جاتا ہے کہ میں نے اپنے بیٹے کو اپنی جائیداد سے عاق کر دیا ہے اس کے کسی قول و فعل کا میں ذمہ دار نہیں ہوں گا اطلاع عام کے لیے اعلان کیا جاتا ہے کہ میں نے اپنے بیٹے کو اپنی جائیداد سے عاق کر دیا ہے اس کے کسی قول و فعل کا میں ذمہ دار نہیں ہوں گا اطلاع عام کے لیے اعلان کیا جاتا ہے کہ میں نے اپنے بیٹے کو اپنی جائیداد سے عاق کر دیا ہے اس کے کسی قول و فعل کا میں ذمہ دار نہیں ہوں گا اطلاع عام کے لیے اعلان کیا جاتا ہے کہ میں نے اپنے بیٹے کو اپنی (2, 1129, 142, 1230)
ad-body-text: اطلاع عام کے لیے اعلان کیا جاتا ہے کہ میں نے اپنے بیٹے کو اپنی جائیداد سے عاق کر دیا ہے اس کے کسی قول و فعل کا میں ذمہ دار نہیں ہوں گا اطلاع عام کے لیے اعلان کیا جاتا ہے کہ میں نے اپنے بیٹے کو اپنی جائیداد سے عاق کر دیا ہے اس کے کسی قول و فعل کا میں ذمہ دار نہیں ہوں گا اطلاع عام کے لیے اعلان کیا جاتا ہے کہ میں نے اپنے بیٹے کو اپنی جائیداد سے عاق کر دیا ہے اس کے کسی قول و فعل کا میں ذمہ دار نہیں ہوں گا اطلاع عام کے لیے اعلان کیا جاتا ہے کہ میں نے اپنے بیٹے کو اپنی جائیداد سے عاق کر دیا ہے اس کے کسی قول و فعل کا میں ذمہ دار نہیں ہوں گا اطلاع عام کے لیے اعلان کیا جاتا ہے کہ میں نے اپنے بیٹے کو اپنی جائیداد سے عاق کر دیا ہے اس کے کسی قول و فعل کا میں ذمہ دار نہیں ہوں گا اطلاع عام کے لیے اعلان کیا جاتا ہے کہ میں نے اپنے بیٹے کو اپنی جائیداد سے عاق کر دیا ہے اس کے کسی قول و فعل کا میں ذمہ دار نہیں ہوں گا اطلاع عام کے لیے اعلان کیا جاتا ہے کہ میں نے اپنے بیٹے کو اپنی جائیداد سے عاق کر دیا ہے اس کے کسی قول و فعل کا میں ذمہ دار نہیں ہوں گا اطلاع عام کے لیے اعلان کیا جاتا ہے کہ میں نے اپنے بیٹے کو اپنی جائیداد سے عاق کر دیا ہے اس کے کسی قول و فعل کا میں ذمہ دار نہیں ہوں گا اطلاع عام کے لیے اعلان کیا جاتا ہے کہ میں نے اپنے بیٹے کو اپنی جائیداد سے عاق کر دیا ہے اس کے کسی قول و فعل کا میں ذمہ دار نہیں ہوں گا اطلاع عام کے لیے اعلان کیا جاتا ہے کہ میں نے (721, 36, 860, 209)
ad-header (865, 790, 1004, 803)
ad-number-badge: اشتہار نمبر 65 (73, 1115, 142, 1128)
classified-ad (865, 1103, 1004, 1290)
ad-title (721, 594, 790, 595)
ad-body-text: اطلاع عام کے لیے اعلان کیا جاتا ہے کہ میں نے اپنے بیٹے کو اپنی جائیداد سے عاق کر دیا ہے اس کے کسی قول و فعل کا میں ذمہ دار نہیں ہوں گا اطلاع عام کے لیے اعلان کیا جاتا ہے کہ میں نے اپنے بیٹے کو اپنی جائیداد سے عاق کر دیا ہے اس کے کسی قول و فعل کا میں ذمہ دار نہیں ہوں گا اطلاع عام کے لیے اعلان کیا جاتا ہے کہ میں نے اپنے بیٹے کو اپنی جائیداد سے عاق کر دیا ہے اس کے کسی قول و فعل کا میں ذمہ دار نہیں ہوں گا اطلاع عام کے لیے اعلان کیا جاتا ہے کہ میں نے اپنے بیٹے کو اپنی جائیداد سے عاق کر دیا ہے اس کے کسی قول و فعل کا میں ذمہ دار نہیں ہوں گا اطلاع عام کے لیے اعلان کیا جاتا ہے کہ میں نے اپنے بیٹے کو اپنی جائیداد سے عاق کر دیا ہے اس کے کسی قول و فعل کا میں ذمہ دار نہیں ہوں گا اطلاع عام کے لیے اعلان کیا جاتا ہے کہ میں نے اپنے بیٹے کو اپنی جائیداد سے عاق کر دیا ہے اس کے کسی قول و فعل کا میں ذمہ دار نہیں ہوں گا اطلاع عام کے لیے اعلان کیا جاتا ہے کہ میں نے اپنے بیٹے کو اپنی جائیداد سے عاق کر دیا ہے اس کے کسی قول و فعل کا میں ذمہ دار نہیں ہوں گا اطلاع عام کے لیے اعلان کیا جاتا ہے کہ میں نے اپنے بیٹے کو اپنی جائیداد سے عاق کر دیا ہے اس کے کسی قول و فعل کا میں ذمہ دار نہیں ہوں گا اطلاع عام کے لیے اعلان کیا جاتا ہے کہ میں نے اپنے بیٹے کو اپنی جائیداد سے عاق کر (290, 210, 429, 368)
ad-header (865, 240, 1004, 253)
ad-header (721, 400, 860, 413)
ad-body-text: اطلاع عام کے لیے اعلان کیا جاتا ہے کہ میں نے اپنے بیٹے کو اپنی جائیداد سے عاق کر دیا ہے اس کے کسی قول و فعل کا میں ذمہ دار نہیں ہوں گا اطلاع عام کے لیے اعلان کیا جاتا ہے کہ میں نے اپنے بیٹے کو اپنی جائیداد سے عاق کر دیا ہے اس کے کسی قول و فعل کا میں ذمہ دار نہیں ہوں گا اطلاع عام کے لیے اعلان کیا جاتا ہے کہ میں نے اپنے بیٹے کو اپنی جائیداد سے عاق کر دیا ہے اس کے کسی قول و فعل کا میں ذمہ دار نہیں ہوں گا اطلاع عام کے لیے اعلان کیا جاتا ہے کہ میں نے اپنے بیٹے کو اپنی جائیداد سے عاق کر دیا ہے اس کے کسی قول و فعل کا میں ذمہ دار نہیں ہوں گا اطلاع عام کے لیے اعلان کیا جاتا ہے کہ میں نے اپنے بیٹے کو اپنی جائیداد سے عاق کر دیا ہے اس کے کسی قول و فعل کا میں ذمہ دار نہیں ہوں گا اطلاع عام کے لیے اعلان کیا جاتا ہے کہ میں نے اپنے بیٹے کو اپنی جائیداد سے عاق کر دیا ہے اس کے کسی قول و فعل کا میں ذمہ دار نہیں ہوں گا اطلاع عام کے لیے اعلان کیا جاتا ہے کہ میں نے اپنے بیٹے کو اپنی جائیداد سے عاق کر دیا ہے اس کے کسی قول و فعل کا میں ذمہ دار نہیں ہوں گا اطلاع عام کے لیے اعلان کیا جاتا ہے کہ میں نے اپنے بیٹے کو اپنی جائیداد سے عاق کر دیا ہے اس کے کسی قول و فعل کا میں ذمہ دار نہیں ہوں گا اطلاع عام کے لیے اعلان کیا جاتا ہے کہ میں نے اپنے بیٹے کو اپنی جائیداد سے عاق کر دیا ہے اس کے کسی قول و فعل کا میں ذمہ دار نہیں ہوں گا اطلاع عام کے لیے اعلان کیا جاتا ہے کہ میں نے اپنے بیٹے کو اپنی جائیداد سے عاق کر دیا ہے اس کے کسی قول و فعل کا میں ذمہ دار نہیں ہوں گا اطلاع عام کے (578, 36, 717, 223)
ad-body-text: اطلاع عام کے لیے اعلان کیا جاتا ہے کہ میں نے اپنے بیٹے کو اپنی جائیداد سے عاق کر دیا ہے اس کے کسی قول و فعل کا میں ذمہ دار نہیں ہوں گا اطلاع عام کے لیے اعلان کیا جاتا ہے کہ میں نے اپنے بیٹے کو اپنی جائیداد سے عاق کر دیا ہے اس کے کسی قول و فعل کا میں ذمہ دار نہیں ہوں گا اطلاع عام کے لیے اعلان کیا جاتا ہے کہ میں نے اپنے بیٹے کو اپنی جائیداد سے عاق کر دیا ہے اس کے کسی قول و فعل کا میں ذمہ دار نہیں ہوں گا اطلاع عام کے لیے اعلان کیا جاتا ہے کہ میں نے اپنے بیٹے کو اپنی جائیداد سے عاق کر دیا ہے اس کے کسی قول و فعل کا میں ذمہ دار نہیں ہوں گا اطلاع عام کے لیے اعلان کیا جاتا ہے کہ میں نے اپنے بیٹے کو اپنی جائیداد سے عاق کر دیا ہے اس کے کسی قول و فعل کا میں ذمہ دار نہیں ہوں گا اطلاع عام کے لیے اعلان کیا جاتا ہے کہ میں نے اپنے بیٹے کو اپنی (2, 750, 142, 851)
ad-number-badge: اشتہار نمبر 9 (940, 22, 1003, 35)
ad-header (290, 792, 429, 805)
ad-title (147, 521, 216, 522)
ad-body-text: اطلاع عام کے لیے اعلان کیا جاتا ہے کہ میں نے اپنے بیٹے کو اپنی جائیداد سے عاق کر دیا ہے اس کے کسی قول و فعل کا میں ذمہ دار نہیں ہوں گا اطلاع عام کے لیے اعلان کیا جاتا ہے کہ میں نے اپنے بیٹے کو اپنی جائیداد سے عاق کر دیا ہے اس کے کسی قول و فعل کا میں ذمہ دار نہیں ہوں گا اطلاع عام کے لیے اعلان کیا جاتا ہے کہ میں نے اپنے بیٹے کو اپنی جائیداد سے عاق کر دیا ہے اس کے کسی قول و فعل کا میں ذمہ دار نہیں ہوں گا اطلاع عام کے لیے اعلان کیا جاتا ہے کہ میں نے اپنے بیٹے کو اپنی جائیداد سے عاق کر دیا ہے اس کے کسی قول و فعل کا میں ذمہ دار نہیں ہوں گا اطلاع عام کے لیے اعلان کیا جاتا ہے کہ میں نے اپنے بیٹے کو اپنی جائیداد سے عاق کر دیا ہے اس کے کسی قول و فعل کا میں ذمہ دار نہیں ہوں گا اطلاع عام کے لیے اعلان کیا جاتا ہے کہ میں نے اپنے بیٹے کو اپنی جائیداد سے عاق کر دیا ہے اس کے کسی قول و فعل کا میں ذمہ دار نہیں ہوں گا اطلاع عام کے لیے اعلان کیا جاتا ہے کہ میں نے اپنے بیٹے کو اپنی جائیداد سے عاق کر دیا ہے اس کے کسی قول و فعل کا میں ذمہ دار نہیں ہوں گا اطلاع عام کے لیے اعلان کیا جاتا ہے کہ میں نے اپنے بیٹے کو اپنی جائیداد سے عاق کر دیا ہے اس کے کسی قول و فعل کا میں ذمہ دار نہیں ہوں گا اطلاع عام کے لیے اعلان کیا جاتا ہے کہ میں نے اپنے بیٹے کو اپنی جائیداد سے عاق کر دیا ہے اس کے کسی قول و فعل کا میں ذمہ دار نہیں ہوں گا اطلاع عام کے لیے اعلان کیا جاتا ہے کہ میں نے اپنے بیٹے کو اپنی جائیداد سے عاق کر دیا ہے اس کے کسی قول و فعل کا میں ذمہ دار نہیں ہوں گا اطلاع عام کے لیے اعلان کیا جاتا ہے کہ میں نے اپنے بیٹے کو اپنی جائیداد سے عاق کر دیا ہے اس کے کسی قول و فعل کا میں ذمہ دار نہیں ہوں گا اطلاع عام کے لیے اعلان کیا جاتا ہے کہ میں نے اپنے بیٹے کو اپنی جائیداد سے عاق کر دیا ہے اس کے کسی قول و فعل کا میں ذمہ دار نہیں ہوں گا اطلاع عام کے لیے اعلان کیا جاتا ہے کہ میں نے اپنے بیٹے کو اپنی جائیداد سے عاق کر دیا ہے اس کے کسی قول و فعل کا میں ذمہ دار نہیں ہوں گا اطلاع عام کے لیے اعلان کیا جاتا ہے کہ میں نے اپنے بیٹے کو اپنی جائیداد سے عاق کر دیا ہے اس کے کسی قول و فعل کا میں ذمہ دار نہیں ہوں گا (578, 442, 717, 701)
ad-title (290, 609, 359, 610)
classified-ad (865, 790, 1004, 1020)
ad-body-text: اطلاع عام کے لیے اعلان کیا جاتا ہے کہ میں نے اپنے بیٹے کو اپنی جائیداد سے عاق کر دیا ہے اس کے کسی قول و فعل کا میں ذمہ دار نہیں ہوں گا اطلاع عام کے لیے اعلان کیا جاتا ہے کہ میں نے اپنے بیٹے کو اپنی جائیداد سے عاق کر دیا ہے اس کے کسی قول و فعل کا میں ذمہ دار نہیں ہوں گا اطلاع عام کے لیے اعلان کیا جاتا ہے کہ میں نے اپنے بیٹے کو اپنی جائیداد سے عاق کر دیا ہے اس کے کسی قول و فعل کا میں ذمہ دار نہیں ہوں گا اطلاع عام کے لیے اعلان کیا جاتا ہے کہ میں نے اپنے بیٹے کو اپنی جائیداد سے عاق کر دیا ہے اس کے کسی قول و فعل کا میں ذمہ دار نہیں ہوں گا اطلاع عام کے لیے اعلان کیا جاتا ہے کہ میں نے اپنے بیٹے کو اپنی جائیداد سے عاق کر دیا ہے اس کے کسی قول و فعل کا میں ذمہ دار نہیں ہوں گا اطلاع عام کے لیے اعلان کیا جاتا ہے کہ میں نے اپنے بیٹے کو اپنی جائیداد سے عاق کر دیا ہے اس کے کسی قول و فعل کا میں ذمہ دار نہیں ہوں گا اطلاع عام کے لیے اعلان کیا جاتا (434, 1097, 573, 1212)
ad-header (147, 1241, 286, 1254)
ad-title (290, 202, 359, 203)
ad-header (2, 342, 142, 355)
ad-body-text: اطلاع عام کے لیے اعلان کیا جاتا ہے کہ میں نے اپنے بیٹے کو اپنی جائیداد سے عاق کر دیا ہے اس کے کسی قول و فعل (434, 1561, 573, 1575)
ad-title (721, 28, 790, 29)
ad-title (147, 1247, 216, 1248)
ad-header (721, 1140, 860, 1153)
ad-header (578, 704, 717, 717)
ad-number-badge: اشتہار نمبر 45 (360, 1024, 429, 1037)
ad-number-badge: اشتہار نمبر 43 (360, 603, 429, 616)
ad-number-badge: اشتہار نمبر 33 (503, 472, 572, 485)
ad-body-text: اطلاع عام کے لیے اعلان کیا جاتا ہے کہ میں نے اپنے بیٹے کو اپنی جائیداد سے عاق کر دیا ہے اس کے کسی قول و فعل کا میں ذمہ دار نہیں ہوں گا اطلاع عام کے لیے اعلان کیا جاتا ہے کہ میں نے اپنے بیٹے کو اپنی جائیداد سے عاق کر دیا ہے اس کے کسی قول و فعل کا میں ذمہ دار نہیں ہوں گا اطلاع عام کے لیے اعلان کیا جاتا ہے کہ میں نے اپنے بیٹے کو اپنی جائیداد سے عاق کر دیا ہے اس کے کسی قول و فعل کا میں ذمہ دار نہیں ہوں گا اطلاع عام کے لیے اعلان کیا جاتا ہے کہ میں نے اپنے بیٹے کو اپنی جائیداد سے عاق کر دیا ہے اس کے کسی قول و فعل کا میں ذمہ دار نہیں ہوں گا اطلاع عام کے لیے اعلان کیا جاتا ہے کہ میں نے اپنے بیٹے کو اپنی جائیداد سے عاق کر دیا ہے اس کے کسی قول و فعل کا میں ذمہ دار نہیں ہوں گا اطلاع عام کے لیے اعلان کیا جاتا ہے کہ میں نے اپنے بیٹے کو اپنی جائیداد سے عاق کر دیا ہے اس کے کسی قول و فعل کا میں ذمہ دار نہیں ہوں گا اطلاع عام کے لیے اعلان کیا جاتا ہے کہ میں نے اپنے بیٹے کو اپنی جائیداد سے عاق کر دیا ہے اس کے کسی قول و فعل کا میں ذمہ دار نہیں ہوں گا اطلاع عام کے لیے اعلان کیا جاتا ہے کہ میں نے اپنے بیٹے کو اپنی جائیداد سے عاق کر دیا ہے اس کے کسی قول و فعل کا میں ذمہ دار نہیں ہوں گا اطلاع عام کے لیے اعلان کیا جاتا ہے کہ میں نے اپنے بیٹے کو اپنی جائیداد سے عاق کر دیا ہے اس کے کسی قول و فعل کا میں ذمہ دار نہیں ہوں گا اطلاع عام کے لیے اعلان کیا جاتا ہے کہ میں نے اپنے بیٹے کو اپنی جائیداد سے عاق کر دیا ہے اس کے کسی قول و فعل کا میں ذمہ دار نہیں ہوں گا اطلاع عام کے لیے اعلان کیا جاتا ہے کہ میں نے اپنے بیٹے کو اپنی جائیداد سے عاق کر دیا ہے اس کے کسی قول و فعل کا میں ذمہ دار نہیں ہوں گا اطلاع عام کے لیے اعلان کیا جاتا ہے کہ میں نے اپنے بیٹے کو اپنی جائیداد سے عاق کر دیا ہے اس (290, 1038, 429, 1254)
ad-title (2, 1018, 72, 1019)
ad-title (434, 28, 503, 29)
ad-header (434, 894, 573, 907)
ad-body-text: اطلاع عام کے لیے اعلان کیا جاتا ہے کہ میں نے اپنے بیٹے کو اپنی جائیداد سے عاق کر دیا ہے اس کے کسی قول و فعل کا میں ذمہ دار نہیں ہوں گا اطلاع عام کے لیے اعلان کیا جاتا ہے کہ میں نے اپنے بیٹے کو اپنی جائیداد سے عاق کر دیا ہے اس کے کسی قول و فعل کا میں ذمہ دار نہیں ہوں گا اطلاع عام کے لیے اعلان کیا جاتا ہے کہ میں نے اپنے بیٹے کو اپنی جائیداد سے عاق کر دیا ہے اس کے کسی قول و فعل کا میں ذمہ دار نہیں ہوں گا اطلاع عام کے لیے اعلان کیا جاتا ہے کہ میں نے اپنے بیٹے کو اپنی جائیداد سے عاق کر دیا ہے اس کے کسی قول و فعل کا میں ذمہ دار نہیں ہوں گا اطلاع عام کے لیے اعلان کیا جاتا ہے کہ میں نے اپنے بیٹے کو اپنی جائیداد سے عاق کر دیا ہے اس کے کسی قول و فعل کا میں ذمہ دار نہیں ہوں گا اطلاع عام کے لیے اعلان کیا جاتا ہے کہ میں نے اپنے بیٹے کو اپنی جائیداد سے عاق کر دیا ہے اس کے کسی قول و فعل کا میں ذمہ دار نہیں ہوں گا اطلاع عام کے لیے اعلان کیا جاتا ہے کہ میں نے اپنے بیٹے کو اپنی جائیداد سے عاق کر دیا ہے اس کے کسی قول و فعل کا میں ذمہ دار نہیں ہوں گا اطلاع عام کے لیے اعلان کیا جاتا ہے کہ میں نے اپنے بیٹے کو اپنی جائیداد سے عاق کر دیا ہے اس کے کسی قول و فعل کا میں ذمہ دار نہیں ہوں گا اطلاع عام کے لیے اعلان کیا جاتا ہے کہ میں نے اپنے بیٹے کو اپنی جائیداد سے عاق کر دیا ہے اس کے کسی قول و فعل کا میں ذمہ دار نہیں ہوں گا اطلاع عام کے لیے اعلان کیا جاتا ہے کہ میں نے (721, 225, 860, 398)
classified-ad (147, 515, 286, 673)
ad-header (147, 675, 286, 688)
classified-ad (1008, 1617, 1147, 1732)
ad-number-badge: اشتہار نمبر 36 (503, 894, 572, 907)
ad-title (290, 377, 359, 378)
classified-ad (2, 225, 142, 340)
ad-title (290, 1364, 359, 1365)
ad-number-badge: اشتہار نمبر 52 (216, 878, 285, 891)
ad-title (434, 1089, 503, 1090)
classified-ad (147, 878, 286, 1050)
ad-body-text: اطلاع عام کے لیے اعلان کیا جاتا ہے کہ میں نے اپنے بیٹے کو اپنی جائیداد سے عاق کر دیا ہے اس کے کسی قول و فعل کا میں ذمہ دار نہیں ہوں گا اطلاع عام کے لیے اعلان کیا جاتا ہے کہ میں نے اپنے بیٹے کو اپنی جائیداد سے عاق کر دیا ہے اس کے کسی قول و فعل کا میں ذمہ دار نہیں ہوں گا اطلاع عام کے لیے اعلان کیا جاتا ہے کہ میں نے (434, 486, 573, 529)
ad-header (434, 472, 573, 485)
classified-ad (434, 1083, 573, 1212)
ad-header (1008, 22, 1147, 35)
ad-title (865, 492, 934, 493)
ad-title (434, 1553, 503, 1554)
classified-ad (290, 1358, 429, 1559)
ad-title (721, 726, 790, 727)
classified-ad (290, 792, 429, 1022)
ad-body-text: اطلاع عام کے لیے اعلان کیا جاتا ہے کہ میں نے اپنے بیٹے کو اپنی جائیداد سے عاق کر دیا ہے اس کے کسی قول و فعل کا میں ذمہ دار نہیں ہوں گا اطلاع عام کے لیے اعلان کیا جاتا ہے کہ میں نے اپنے بیٹے کو اپنی جائیداد سے عاق کر دیا ہے اس کے کسی قول و فعل کا میں ذمہ دار نہیں ہوں گا اطلاع عام کے لیے اعلان کیا جاتا ہے کہ میں نے اپنے بیٹے کو اپنی جائیداد سے عاق کر دیا ہے اس کے کسی قول و فعل کا میں ذمہ دار نہیں ہوں گا اطلاع عام کے لیے اعلان کیا جاتا ہے کہ میں نے اپنے بیٹے کو اپنی جائیداد سے عاق کر دیا ہے اس کے کسی قول و فعل کا میں ذمہ دار نہیں ہوں گا اطلاع عام کے لیے اعلان کیا جاتا ہے کہ میں نے اپنے بیٹے کو اپنی جائیداد سے عاق کر دیا ہے اس (290, 1270, 429, 1356)
ad-header (434, 22, 573, 35)
classified-ad (1008, 790, 1147, 962)
classified-ad (434, 1214, 573, 1545)
ad-number-badge: اشتہار نمبر 34 (503, 531, 572, 544)
ad-body-text: اطلاع عام کے لیے اعلان کیا جاتا ہے کہ میں نے اپنے بیٹے کو اپنی جائیداد سے عاق کر دیا ہے اس کے کسی قول و فعل کا میں ذمہ دار نہیں ہوں گا اطلاع عام کے لیے اعلان کیا جاتا ہے کہ میں نے اپنے بیٹے کو اپنی جائیداد سے عاق کر دیا ہے اس کے کسی قول و فعل کا میں ذمہ دار نہیں ہوں گا اطلاع عام کے لیے اعلان کیا جاتا ہے کہ میں نے اپنے بیٹے کو اپنی جائیداد سے عاق کر دیا ہے اس کے کسی قول و فعل کا میں ذمہ دار نہیں ہوں گا اطلاع عام کے لیے اعلان کیا جاتا ہے کہ میں نے اپنے بیٹے کو اپنی جائیداد سے عاق کر دیا ہے اس کے کسی قول و فعل کا میں ذمہ دار نہیں ہوں گا اطلاع عام کے لیے اعلان کیا جاتا ہے کہ میں نے اپنے بیٹے کو اپنی جائیداد سے عاق کر دیا ہے اس کے کسی قول و فعل کا میں ذمہ دار نہیں ہوں گا اطلاع عام کے لیے اعلان کیا جاتا ہے کہ میں نے اپنے بیٹے کو اپنی جائیداد سے عاق کر دیا ہے اس کے کسی قول و فعل کا میں ذمہ دار نہیں ہوں گا اطلاع عام کے لیے اعلان کیا جاتا ہے کہ میں نے اپنے بیٹے کو اپنی جائیداد سے عاق کر دیا ہے اس کے کسی قول و فعل کا میں ذمہ دار نہیں ہوں گا اطلاع عام کے لیے اعلان کیا جاتا ہے کہ میں نے اپنے بیٹے کو اپنی جائیداد سے عاق کر دیا ہے اس کے کسی قول و فعل کا میں ذمہ دار نہیں ہوں گا اطلاع عام کے لیے اعلان کیا جاتا ہے کہ میں نے اپنے بیٹے کو اپنی جائیداد سے عاق کر دیا ہے اس کے کسی قول و فعل کا میں ذمہ دار نہیں ہوں گا اطلاع عام کے لیے اعلان کیا جاتا ہے کہ میں نے اپنے بیٹے کو اپنی جائیداد سے عاق کر دیا ہے اس کے کسی قول و فعل کا میں ذمہ دار نہیں ہوں گا اطلاع عام کے لیے اعلان کیا جاتا ہے کہ میں نے اپنے بیٹے کو اپنی جائیداد سے عاق کر دیا ہے اس کے کسی قول و فعل کا میں ذمہ دار نہیں ہوں گا اطلاع عام کے لیے اعلان کیا جاتا ہے کہ میں نے اپنے بیٹے کو اپنی جائیداد سے عاق کر دیا ہے اس کے کسی قول و فعل کا میں ذمہ دار نہیں ہوں گا اطلاع عام کے لیے اعلان کیا جاتا ہے کہ میں نے اپنے بیٹے کو اپنی جائیداد سے عاق کر دیا ہے اس کے کسی قول و فعل کا میں ذمہ دار نہیں ہوں گا اطلاع عام کے لیے اعلان کیا جاتا ہے کہ میں نے اپنے بیٹے کو اپنی جائیداد سے عاق کر دیا ہے اس کے کسی قول و فعل کا میں ذمہ دار نہیں ہوں گا اطلاع عام کے لیے اعلان کیا جاتا ہے کہ میں نے اپنے بیٹے کو اپنی جائیداد سے عاق کر دیا ہے اس کے کسی قول و فعل کا میں ذمہ دار نہیں ہوں گا اطلاع عام کے لیے اعلان کیا جاتا ہے کہ میں نے اپنے بیٹے کو اپنی جائیداد سے عاق کر (578, 1252, 717, 1540)
classified-ad (290, 1256, 429, 1356)
ad-number-badge: اشتہار نمبر 29 (647, 1238, 716, 1251)
ad-body-text: اطلاع عام کے لیے اعلان کیا جاتا ہے کہ میں نے اپنے بیٹے کو اپنی جائیداد سے عاق کر دیا ہے اس کے کسی قول و فعل کا میں ذمہ دار نہیں ہوں گا اطلاع عام کے لیے اعلان کیا جاتا ہے کہ میں نے اپنے بیٹے کو اپنی جائیداد سے عاق کر دیا ہے اس کے کسی قول و فعل کا میں ذمہ دار نہیں ہوں گا اطلاع عام کے لیے اعلان کیا جاتا ہے کہ میں نے اپنے بیٹے کو اپنی جائیداد سے عاق کر دیا ہے اس کے کسی قول و فعل کا میں ذمہ دار نہیں ہوں گا اطلاع عام کے لیے اعلان کیا جاتا ہے کہ میں نے اپنے بیٹے کو اپنی جائیداد سے عاق کر دیا ہے اس کے کسی قول و فعل کا میں ذمہ دار نہیں ہوں گا اطلاع عام کے لیے اعلان کیا جاتا ہے کہ میں نے اپنے بیٹے کو اپنی جائیداد سے عاق کر دیا ہے اس کے کسی قول و فعل کا میں ذمہ دار نہیں ہوں گا اطلاع عام کے لیے اعلان کیا جاتا ہے کہ میں نے اپنے بیٹے کو اپنی جائیداد سے عاق کر دیا ہے اس کے کسی قول و فعل کا میں ذمہ دار نہیں ہوں گا اطلاع عام کے لیے اعلان کیا جاتا ہے کہ میں نے اپنے بیٹے کو اپنی جائیداد سے عاق کر دیا ہے اس کے کسی قول و فعل کا میں ذمہ دار نہیں ہوں گا اطلاع عام کے لیے اعلان کیا جاتا ہے کہ میں نے اپنے بیٹے کو اپنی جائیداد سے عاق کر دیا ہے اس کے کسی قول و فعل کا میں ذمہ دار نہیں ہوں گا اطلاع عام کے لیے اعلان کیا جاتا ہے کہ میں نے اپنے بیٹے کو اپنی جائیداد سے عاق کر دیا ہے اس کے کسی قول و فعل کا میں ذمہ دار نہیں ہوں گا اطلاع عام کے لیے اعلان کیا جاتا ہے کہ میں نے اپنے بیٹے کو اپنی جائیداد سے عاق کر دیا ہے اس کے کسی قول و فعل کا میں ذمہ دار نہیں ہوں گا اطلاع عام کے لیے اعلان کیا جاتا ہے کہ میں نے اپنے بیٹے کو اپنی جائیداد سے عاق کر دیا ہے اس کے کسی قول و فعل کا میں ذمہ دار نہیں ہوں گا اطلاع عام کے لیے اعلان کیا جاتا ہے کہ میں نے اپنے بیٹے کو اپنی جائیداد سے عاق کر دیا ہے اس کے کسی قول و فعل کا میں ذمہ دار نہیں ہوں گا اطلاع عام کے لیے اعلان کیا جاتا ہے کہ میں نے اپنے بیٹے کو اپنی (1008, 978, 1147, 1208)
ad-title (578, 710, 647, 711)
ad-number-badge: اشتہار نمبر 67 (73, 1320, 142, 1333)
ad-number-badge: اشتہار نمبر 51 (216, 675, 285, 688)
classified-ad (147, 1052, 286, 1239)
ad-body-text: اطلاع عام کے لیے اعلان کیا جاتا ہے کہ میں نے اپنے بیٹے کو اپنی جائیداد سے عاق کر دیا ہے اس کے کسی قول و فعل کا میں ذمہ دار نہیں ہوں گا اطلاع عام کے لیے اعلان کیا جاتا ہے کہ میں نے اپنے بیٹے کو اپنی جائیداد سے عاق کر دیا ہے اس کے کسی قول و فعل کا میں ذمہ دار نہیں ہوں گا اطلاع عام کے لیے اعلان کیا جاتا ہے کہ میں نے اپنے بیٹے کو اپنی جائیداد سے عاق کر دیا ہے اس کے کسی قول و فعل کا میں ذمہ دار نہیں ہوں گا اطلاع عام کے لیے اعلان کیا جاتا ہے کہ میں نے اپنے بیٹے کو اپنی جائیداد سے عاق کر دیا ہے اس کے کسی قول و فعل کا میں ذمہ دار نہیں ہوں گا اطلاع عام کے لیے اعلان کیا جاتا ہے کہ میں نے اپنے بیٹے کو اپنی جائیداد سے عاق کر دیا ہے اس کے کسی قول و فعل کا میں ذمہ دار نہیں ہوں گا اطلاع عام کے لیے اعلان کیا جاتا ہے کہ میں نے اپنے بیٹے کو اپنی جائیداد سے عاق کر دیا ہے اس کے کسی قول و فعل کا میں ذمہ دار نہیں ہوں گا اطلاع عام کے لیے اعلان کیا جاتا ہے کہ میں نے اپنے بیٹے کو اپنی جائیداد سے عاق کر دیا ہے اس کے کسی قول و فعل کا میں ذمہ دار نہیں ہوں گا اطلاع عام کے لیے اعلان کیا جاتا ہے کہ میں نے اپنے بیٹے کو اپنی جائیداد سے عاق کر دیا ہے اس کے کسی قول و فعل (2, 866, 142, 1010)
ad-title (290, 28, 359, 29)
ad-body-text: اطلاع عام کے لیے اعلان کیا جاتا ہے کہ میں نے اپنے بیٹے کو اپنی جائیداد سے عاق کر دیا ہے اس کے کسی قول و فعل کا میں ذمہ دار نہیں ہوں گا اطلاع عام کے لیے اعلان کیا جاتا ہے کہ میں نے اپنے بیٹے کو اپنی جائیداد سے عاق کر دیا ہے اس کے کسی قول و فعل کا میں ذمہ دار نہیں ہوں گا اطلاع عام کے لیے اعلان کیا جاتا ہے کہ میں نے اپنے بیٹے کو اپنی جائیداد سے عاق کر دیا ہے اس کے کسی قول و فعل کا میں ذمہ دار نہیں ہوں گا اطلاع عام کے لیے اعلان کیا جاتا ہے کہ میں نے اپنے بیٹے کو اپنی جائیداد سے عاق کر دیا ہے اس کے کسی قول و فعل کا میں ذمہ دار (2, 1246, 142, 1318)
ad-body-text: اطلاع عام کے لیے اعلان کیا جاتا ہے کہ میں نے اپنے بیٹے کو اپنی جائیداد سے عاق کر دیا ہے اس کے کسی قول و فعل کا میں ذمہ دار نہیں ہوں گا اطلاع عام کے لیے اعلان کیا جاتا ہے کہ میں نے اپنے بیٹے کو اپنی جائیداد سے عاق کر دیا ہے اس کے کسی قول و فعل کا میں ذمہ دار نہیں ہوں گا اطلاع عام کے لیے اعلان کیا جاتا ہے کہ میں نے اپنے بیٹے کو اپنی جائیداد سے عاق کر دیا ہے اس کے کسی قول و فعل کا میں ذمہ دار نہیں ہوں گا اطلاع عام کے لیے اعلان کیا جاتا ہے کہ میں نے اپنے بیٹے کو اپنی جائیداد سے عاق کر دیا ہے اس کے کسی قول و فعل کا میں ذمہ دار نہیں ہوں گا اطلاع عام کے لیے اعلان کیا جاتا ہے کہ میں نے اپنے بیٹے کو اپنی جائیداد سے عاق کر دیا ہے اس کے کسی قول و فعل کا میں ذمہ دار نہیں ہوں گا اطلاع عام کے لیے اعلان کیا جاتا ہے کہ میں نے اپنے بیٹے کو اپنی جائیداد سے عاق کر دیا ہے اس کے کسی قول و فعل کا میں ذمہ دار نہیں ہوں گا اطلاع عام کے لیے اعلان کیا جاتا ہے کہ میں نے اپنے بیٹے کو اپنی جائیداد سے عاق کر دیا ہے اس کے کسی قول و فعل کا میں ذمہ دار نہیں ہوں گا اطلاع عام کے لیے اعلان کیا جاتا ہے کہ میں نے اپنے بیٹے کو اپنی جائیداد سے عاق کر دیا ہے اس کے کسی قول و فعل کا میں ذمہ دار نہیں ہوں گا اطلاع عام کے لیے اعلان کیا جاتا ہے کہ میں نے اپنے بیٹے کو اپنی جائیداد سے عاق کر دیا ہے اس کے کسی قول و فعل کا میں ذمہ دار نہیں ہوں گا اطلاع عام کے لیے اعلان کیا جاتا ہے کہ میں نے اپنے بیٹے کو اپنی جائیداد سے عاق کر دیا ہے اس کے کسی قول و فعل کا میں ذمہ دار نہیں ہوں گا اطلاع عام کے لیے اعلان کیا جاتا ہے کہ میں نے اپنے بیٹے کو اپنی جائیداد سے عاق کر دیا ہے اس کے کسی قول و فعل کا میں ذمہ دار نہیں ہوں گا اطلاع عام کے لیے اعلان کیا جاتا ہے کہ میں نے اپنے بیٹے کو اپنی جائیداد سے عاق کر دیا ہے اس (865, 804, 1004, 1020)
ad-title (434, 900, 503, 901)
ad-header (1008, 441, 1147, 454)
ad-header (147, 878, 286, 891)
classified-ad (2, 459, 142, 617)
classified-ad (1008, 22, 1147, 439)
ad-header (721, 1518, 860, 1531)
ad-number-badge: اشتہار نمبر 56 (216, 1518, 285, 1531)
ad-number-badge: اشتہار نمبر 55 (216, 1401, 285, 1414)
ad-header (578, 22, 717, 35)
ad-title (2, 625, 72, 626)
ad-title (1008, 1217, 1083, 1218)
ad-title (865, 1298, 934, 1299)
ad-number-badge: اشتہار نمبر 7 (1084, 1414, 1147, 1427)
ad-title (2, 231, 72, 232)
ad-header (578, 1238, 717, 1251)
ad-body-text: اطلاع عام کے لیے اعلان کیا جاتا ہے کہ میں نے اپنے بیٹے کو اپنی جائیداد سے عاق کر دیا ہے اس کے کسی قول و فعل کا میں ذمہ دار نہیں ہوں گا اطلاع عام کے لیے اعلان کیا جاتا ہے کہ میں نے اپنے بیٹے کو اپنی جائیداد سے عاق کر دیا ہے اس کے کسی قول و فعل کا میں ذمہ دار نہیں ہوں گا اطلاع عام کے لیے اعلان کیا جاتا ہے کہ میں نے اپنے بیٹے کو اپنی جائیداد سے عاق کر دیا ہے اس کے کسی قول و فعل کا میں ذمہ دار نہیں ہوں گا اطلاع عام کے لیے اعلان کیا جاتا ہے کہ میں نے اپنے بیٹے کو اپنی جائیداد سے عاق کر دیا ہے اس کے کسی قول و فعل کا میں ذمہ دار نہیں ہوں گا اطلاع عام کے لیے اعلان کیا جاتا ہے کہ میں نے اپنے بیٹے کو اپنی جائیداد سے عاق کر دیا ہے اس کے (2, 1026, 142, 1112)
ad-number-badge: اشتہار نمبر 13 (934, 1022, 1003, 1035)
ad-body-text: اطلاع عام کے لیے اعلان کیا جاتا ہے کہ میں نے اپنے بیٹے کو اپنی جائیداد سے عاق کر دیا ہے اس کے کسی قول و فعل کا میں ذمہ دار نہیں ہوں گا اطلاع عام کے لیے اعلان کیا جاتا ہے کہ میں نے اپنے بیٹے کو اپنی جائیداد سے عاق کر دیا ہے اس کے کسی قول و فعل کا میں ذمہ دار نہیں ہوں گا اطلاع عام کے لیے اعلان کیا جاتا ہے کہ میں نے اپنے بیٹے کو اپنی جائیداد سے عاق کر دیا ہے اس کے کسی قول و فعل کا میں ذمہ دار نہیں ہوں گا اطلاع عام کے لیے اعلان کیا جاتا ہے کہ میں نے اپنے بیٹے کو اپنی جائیداد سے عاق کر دیا ہے اس کے کسی قول و فعل کا میں ذمہ دار نہیں ہوں گا اطلاع عام کے لیے اعلان کیا جاتا ہے کہ میں نے اپنے بیٹے کو اپنی جائیداد سے عاق کر دیا ہے اس کے کسی قول و فعل کا میں ذمہ دار نہیں ہوں گا اطلاع عام کے لیے اعلان کیا جاتا ہے کہ میں نے اپنے بیٹے کو اپنی جائیداد سے عاق کر دیا ہے اس کے کسی قول و فعل کا میں ذمہ دار نہیں ہوں گا اطلاع عام کے لیے اعلان کیا جاتا ہے کہ میں نے اپنے بیٹے کو اپنی جائیداد سے عاق کر دیا ہے اس کے کسی قول و فعل کا میں ذمہ دار نہیں ہوں گا اطلاع عام کے لیے اعلان کیا جاتا ہے کہ میں نے اپنے بیٹے کو اپنی جائیداد سے عاق کر دیا ہے اس کے کسی قول و فعل کا میں ذمہ دار نہیں ہوں گا اطلاع عام کے لیے اعلان کیا جاتا ہے کہ میں نے اپنے بیٹے کو اپنی جائیداد سے عاق کر (434, 545, 573, 703)
ad-header (147, 182, 286, 195)
ad-title: اساتذہ (1008, 789, 1083, 803)
ad-body-text: اطلاع عام کے لیے اعلان کیا جاتا ہے کہ میں نے اپنے بیٹے کو اپنی جائیداد سے عاق کر دیا ہے اس کے کسی قول و فعل کا میں ذمہ دار نہیں ہوں گا اطلاع عام کے لیے اعلان کیا جاتا ہے کہ میں نے اپنے بیٹے کو اپنی جائیداد سے عاق کر دیا ہے اس کے کسی قول و فعل کا میں ذمہ دار نہیں ہوں گا اطلاع عام کے لیے اعلان کیا جاتا ہے کہ میں نے اپنے بیٹے کو اپنی جائیداد سے عاق کر دیا ہے اس کے کسی قول و فعل کا میں ذمہ دار نہیں ہوں گا اطلاع عام کے لیے اعلان کیا جاتا ہے کہ میں نے اپنے بیٹے کو اپنی جائیداد سے عاق کر دیا ہے اس کے کسی قول و فعل کا میں ذمہ دار نہیں ہوں گا اطلاع عام کے لیے اعلان کیا جاتا ہے کہ میں نے اپنے بیٹے کو اپنی جائیداد سے عاق کر دیا ہے اس کے کسی قول و فعل کا میں ذمہ دار نہیں ہوں گا اطلاع عام کے لیے اعلان کیا جاتا ہے کہ میں نے اپنے بیٹے کو اپنی جائیداد سے عاق کر دیا ہے اس کے کسی قول و فعل کا میں ذمہ دار نہیں ہوں گا اطلاع عام کے لیے اعلان کیا جاتا ہے کہ میں نے اپنے بیٹے کو اپنی جائیداد سے عاق کر دیا ہے اس کے کسی قول و فعل کا میں ذمہ دار نہیں ہوں گا اطلاع عام کے لیے اعلان کیا جاتا ہے کہ میں نے اپنے بیٹے کو اپنی جائیداد سے عاق کر دیا ہے اس کے کسی قول و فعل (2, 473, 142, 617)
ad-number-badge: اشتہار نمبر 35 (503, 705, 572, 718)
ad-title (147, 681, 216, 682)
ad-title (865, 796, 934, 797)
ad-body-text: اطلاع عام کے لیے اعلان کیا جاتا ہے کہ میں نے اپنے بیٹے کو اپنی جائیداد سے عاق کر دیا ہے اس کے کسی قول و فعل کا میں ذمہ دار نہیں ہوں گا اطلاع عام کے لیے اعلان کیا جاتا ہے کہ میں نے اپنے بیٹے کو اپنی جائیداد سے عاق کر دیا ہے اس کے کسی قول و فعل کا میں ذمہ دار نہیں ہوں گا اطلاع عام کے لیے اعلان کیا جاتا ہے کہ میں نے اپنے بیٹے کو اپنی جائیداد سے عاق کر دیا ہے اس کے کسی قول و فعل کا میں ذمہ دار نہیں ہوں گا اطلاع عام کے لیے اعلان کیا جاتا ہے کہ میں نے اپنے بیٹے کو اپنی جائیداد سے عاق کر دیا ہے اس کے کسی قول و فعل کا میں ذمہ دار نہیں ہوں گا اطلاع عام کے لیے اعلان کیا جاتا ہے کہ میں نے اپنے بیٹے کو اپنی جائیداد سے عاق کر دیا ہے اس کے کسی قول و فعل کا میں ذمہ دار نہیں ہوں گا اطلاع عام کے لیے اعلان کیا جاتا ہے کہ میں نے اپنے بیٹے کو اپنی جائیداد سے عاق کر دیا ہے اس کے کسی قول و فعل کا میں ذمہ دار نہیں ہوں گا اطلاع عام کے لیے اعلان کیا جاتا ہے کہ میں نے اپنے بیٹے کو اپنی جائیداد سے عاق کر دیا ہے اس کے کسی قول و فعل کا میں ذمہ دار نہیں ہوں گا اطلاع عام کے لیے اعلان کیا جاتا ہے کہ میں نے اپنے بیٹے کو اپنی جائیداد سے عاق کر دیا ہے اس کے کسی قول و فعل کا میں ذمہ دار نہیں ہوں گا اطلاع عام کے لیے اعلان کیا جاتا ہے کہ میں نے اپنے بیٹے کو اپنی جائیداد سے عاق کر دیا ہے اس کے کسی قول و فعل کا میں ذمہ دار نہیں ہوں گا اطلاع عام کے لیے اعلان کیا جاتا ہے کہ میں نے اپنے بیٹے کو اپنی جائیداد سے عاق کر دیا ہے اس کے کسی قول و فعل کا میں ذمہ دار نہیں ہوں گا اطلاع عام کے (1008, 1225, 1147, 1412)
ad-number-badge: اشتہار نمبر 26 (647, 225, 716, 238)
ad-title: خیرات (1008, 1617, 1083, 1631)
ad-title (434, 537, 503, 538)
classified-ad (434, 22, 573, 209)
ad-title (2, 742, 72, 743)
ad-title (290, 1262, 359, 1263)
ad-body-text: اطلاع عام کے لیے اعلان کیا جاتا ہے کہ میں نے اپنے بیٹے کو اپنی جائیداد سے عاق کر دیا ہے اس کے کسی قول و فعل کا میں ذمہ دار نہیں ہوں گا اطلاع عام کے لیے اعلان کیا جاتا ہے کہ میں نے اپنے بیٹے کو اپنی جائیداد سے عاق کر دیا ہے اس کے کسی قول و فعل کا میں ذمہ دار نہیں ہوں گا اطلاع عام کے لیے اعلان کیا جاتا ہے کہ میں نے اپنے بیٹے کو اپنی جائیداد سے عاق کر دیا ہے اس کے کسی قول و فعل کا میں ذمہ دار نہیں ہوں گا اطلاع عام کے لیے اعلان کیا جاتا ہے کہ میں نے اپنے بیٹے کو اپنی جائیداد سے عاق کر دیا ہے اس کے کسی قول و فعل کا میں ذمہ دار نہیں ہوں گا اطلاع عام کے لیے اعلان کیا جاتا ہے کہ میں نے اپنے بیٹے کو اپنی جائیداد سے عاق کر دیا ہے اس کے کسی قول و فعل کا میں ذمہ دار نہیں ہوں گا اطلاع عام کے لیے اعلان کیا جاتا ہے کہ میں نے اپنے بیٹے کو اپنی (147, 1532, 286, 1633)
classified-ad (865, 22, 1004, 238)
ad-body-text: اطلاع عام کے لیے اعلان کیا جاتا ہے کہ میں نے اپنے بیٹے کو اپنی جائیداد سے عاق کر دیا ہے اس کے کسی قول و فعل کا میں ذمہ دار نہیں ہوں گا اطلاع عام کے لیے اعلان کیا جاتا ہے کہ میں نے اپنے بیٹے کو اپنی جائیداد سے عاق کر دیا ہے اس کے کسی قول و فعل کا میں ذمہ دار نہیں ہوں گا اطلاع عام کے لیے اعلان کیا جاتا ہے کہ میں نے اپنے بیٹے کو اپنی جائیداد سے عاق کر دیا ہے اس کے کسی قول و فعل کا میں ذمہ دار نہیں ہوں گا اطلاع عام کے لیے اعلان کیا جاتا ہے کہ میں نے اپنے بیٹے کو اپنی جائیداد سے عاق کر دیا ہے اس کے کسی قول و فعل کا میں ذمہ دار نہیں ہوں گا اطلاع عام کے لیے اعلان کیا جاتا ہے کہ میں نے اپنے بیٹے کو اپنی جائیداد سے عاق کر دیا ہے اس کے کسی قول و فعل کا میں ذمہ دار نہیں ہوں گا اطلاع عام کے لیے اعلان کیا جاتا ہے کہ میں نے اپنے بیٹے کو اپنی جائیداد سے عاق کر دیا ہے اس کے کسی قول و فعل کا میں ذمہ دار نہیں ہوں گا اطلاع عام کے لیے اعلان کیا جاتا ہے کہ میں نے اپنے بیٹے کو اپنی جائیداد سے عاق کر دیا ہے اس کے کسی قول و فعل کا میں ذمہ دار نہیں ہوں گا اطلاع عام کے لیے اعلان کیا جاتا ہے کہ میں نے اپنے بیٹے کو اپنی جائیداد سے عاق کر دیا ہے اس کے کسی قول و فعل کا میں ذمہ دار نہیں ہوں گا اطلاع عام کے لیے اعلان کیا جاتا ہے کہ میں نے اپنے بیٹے کو اپنی جائیداد سے عاق کر دیا ہے اس کے کسی قول و فعل کا میں ذمہ دار نہیں ہوں گا اطلاع عام کے لیے اعلان کیا جاتا ہے کہ میں نے اپنے بیٹے کو اپنی جائیداد سے عاق کر دیا ہے اس کے کسی قول و فعل کا میں ذمہ دار نہیں ہوں گا اطلاع عام کے (721, 1329, 860, 1516)
ad-header (434, 705, 573, 718)
ad-title (865, 246, 934, 247)
ad-title (147, 28, 216, 29)
ad-body-text: اطلاع عام کے لیے اعلان کیا جاتا ہے کہ میں نے اپنے بیٹے کو اپنی جائیداد سے عاق کر دیا ہے اس کے کسی قول و فعل کا میں ذمہ دار نہیں ہوں گا اطلاع عام کے لیے اعلان کیا جاتا ہے کہ میں نے اپنے بیٹے کو اپنی جائیداد سے عاق کر دیا ہے اس کے کسی قول و فعل کا میں ذمہ دار نہیں ہوں گا اطلاع عام کے لیے اعلان کیا جاتا ہے کہ میں نے اپنے بیٹے کو اپنی جائیداد سے عاق کر دیا ہے اس کے کسی قول و فعل کا میں ذمہ دار نہیں ہوں گا اطلاع عام کے لیے اعلان کیا جاتا ہے کہ میں نے اپنے بیٹے کو اپنی جائیداد سے عاق کر دیا ہے اس کے کسی قول و فعل کا میں ذمہ دار نہیں ہوں گا اطلاع عام کے لیے اعلان کیا جاتا ہے کہ میں نے اپنے بیٹے کو اپنی جائیداد سے عاق کر دیا ہے اس کے کسی قول و فعل کا میں ذمہ دار نہیں ہوں گا اطلاع عام کے لیے اعلان کیا جاتا ہے کہ میں نے اپنے بیٹے کو اپنی جائیداد سے عاق کر دیا ہے اس کے کسی قول و فعل کا میں ذمہ دار نہیں ہوں گا اطلاع عام کے لیے اعلان کیا جاتا ہے کہ میں نے اپنے بیٹے کو اپنی جائیداد سے عاق کر دیا ہے اس کے کسی قول و فعل کا میں ذمہ دار نہیں ہوں گا اطلاع عام کے لیے اعلان کیا جاتا ہے کہ میں نے اپنے بیٹے کو اپنی جائیداد سے عاق کر دیا ہے اس کے کسی قول و فعل کا میں ذمہ دار نہیں ہوں گا اطلاع عام کے لیے اعلان کیا جاتا ہے کہ میں نے اپنے بیٹے کو اپنی جائیداد سے عاق کر دیا ہے اس کے کسی قول و فعل کا میں ذمہ دار نہیں ہوں گا اطلاع عام کے لیے اعلان کیا جاتا ہے کہ میں نے اپنے بیٹے کو اپنی جائیداد سے عاق کر دیا ہے اس کے کسی قول و فعل کا میں ذمہ دار نہیں ہوں گا اطلاع عام کے لیے اعلان کیا جاتا ہے کہ میں نے اپنے بیٹے کو اپنی جائیداد سے عاق کر دیا ہے اس کے کسی قول و فعل کا میں ذمہ دار نہیں ہوں گا اطلاع عام کے لیے اعلان کیا جاتا ہے کہ میں نے اپنے بیٹے کو اپنی جائیداد سے عاق کر دیا ہے اس کے کسی قول و فعل کا میں ذمہ دار نہیں ہوں گا اطلاع عام کے لیے اعلان کیا جاتا ہے کہ میں نے اپنے بیٹے کو اپنی جائیداد سے عاق کر دیا ہے اس کے کسی قول و فعل کا میں ذمہ دار نہیں ہوں گا اطلاع عام کے لیے اعلان کیا جاتا ہے کہ میں نے اپنے بیٹے کو اپنی جائیداد سے عاق کر دیا ہے اس کے کسی قول و فعل کا میں ذمہ دار نہیں ہوں گا اطلاع عام کے لیے اعلان کیا جاتا ہے کہ میں نے اپنے بیٹے کو اپنی جائیداد سے عاق کر دیا ہے اس کے کسی قول و فعل کا میں ذمہ دار نہیں ہوں گا اطلاع عام کے لیے اعلان کیا جاتا ہے کہ میں نے اپنے بیٹے کو اپنی جائیداد سے عاق کر دیا ہے اس کے کسی قول و فعل کا میں ذمہ دار نہیں ہوں گا اطلاع عام کے لیے اعلان کیا جاتا ہے کہ میں نے اپنے بیٹے کو اپنی جائیداد سے عاق کر دیا ہے اس کے کسی قول و فعل کا میں ذمہ دار نہیں ہوں گا اطلاع عام کے لیے اعلان کیا جاتا ہے کہ میں نے اپنے بیٹے کو اپنی جائیداد سے عاق کر دیا ہے اس کے کسی قول و فعل کا میں ذمہ دار نہیں ہوں گا اطلاع عام کے لیے اعلان کیا جاتا ہے کہ میں نے اپنے بیٹے کو اپنی جائیداد سے عاق کر دیا ہے اس کے کسی قول و فعل کا میں ذمہ دار نہیں ہوں گا اطلاع عام کے لیے اعلان کیا جاتا ہے کہ میں نے اپنے بیٹے کو اپنی جائیداد سے عاق کر دیا ہے اس کے کسی قول و فعل کا میں ذمہ دار نہیں ہوں گا اطلاع عام کے لیے اعلان کیا جاتا ہے کہ میں نے اپنے بیٹے کو اپنی جائیداد سے عاق کر دیا ہے اس کے کسی قول و فعل کا میں ذمہ دار نہیں ہوں گا اطلاع عام کے لیے اعلان کیا جاتا ہے کہ میں نے اپنے بیٹے کو اپنی جائیداد سے عاق کر دیا ہے اس کے کسی قول و فعل (1008, 36, 1147, 439)
classified-ad (721, 1518, 860, 1719)
ad-header (147, 1052, 286, 1065)
classified-ad (865, 486, 1004, 788)
ad-body-text: اطلاع عام کے لیے اعلان کیا جاتا ہے کہ میں نے اپنے بیٹے کو اپنی جائیداد سے عاق کر دیا ہے اس کے کسی قول و فعل کا میں ذمہ دار نہیں ہوں گا اطلاع عام کے لیے اعلان کیا جاتا ہے کہ میں نے اپنے بیٹے کو اپنی جائیداد سے عاق کر دیا ہے اس کے کسی قول و فعل کا میں ذمہ دار نہیں ہوں گا اطلاع عام کے لیے اعلان کیا جاتا ہے کہ میں نے اپنے بیٹے کو اپنی جائیداد سے عاق کر دیا ہے اس کے کسی قول و فعل کا میں ذمہ دار نہیں ہوں گا اطلاع عام کے لیے اعلان کیا جاتا ہے کہ میں نے اپنے بیٹے کو اپنی جائیداد سے عاق کر دیا ہے اس کے کسی قول و فعل کا میں ذمہ دار نہیں ہوں گا اطلاع عام کے لیے اعلان کیا جاتا ہے کہ میں نے اپنے بیٹے کو اپنی جائیداد سے عاق کر دیا ہے اس کے کسی قول و فعل کا میں ذمہ دار نہیں ہوں گا اطلاع عام کے لیے اعلان کیا جاتا ہے کہ میں نے اپنے بیٹے کو اپنی (2, 633, 142, 734)
ad-body-text: اطلاع عام کے لیے اعلان کیا جاتا ہے کہ میں نے اپنے بیٹے کو اپنی جائیداد سے عاق کر دیا ہے اس کے کسی قول و فعل کا میں ذمہ دار نہیں ہوں گا اطلاع عام کے لیے اعلان کیا جاتا ہے کہ میں نے اپنے بیٹے کو اپنی جائیداد سے عاق کر دیا ہے اس کے کسی قول و فعل کا میں ذمہ دار نہیں ہوں گا اطلاع عام کے لیے اعلان کیا جاتا ہے کہ میں نے اپنے بیٹے کو اپنی جائیداد سے عاق کر دیا ہے اس کے کسی قول و فعل کا میں ذمہ دار نہیں ہوں گا اطلاع عام کے لیے اعلان کیا جاتا ہے کہ میں نے اپنے بیٹے کو اپنی جائیداد سے عاق کر دیا ہے اس کے کسی قول و فعل کا میں ذمہ دار نہیں ہوں گا اطلاع عام کے لیے اعلان کیا جاتا ہے کہ میں نے اپنے بیٹے کو اپنی جائیداد سے عاق کر دیا ہے اس کے کسی قول و فعل کا میں ذمہ دار نہیں ہوں گا اطلاع عام کے لیے اعلان کیا جاتا ہے کہ میں نے اپنے بیٹے کو اپنی جائیداد سے عاق کر دیا ہے اس کے کسی قول و فعل کا میں ذمہ دار نہیں ہوں گا اطلاع عام کے لیے اعلان کیا جاتا ہے کہ میں نے اپنے بیٹے کو اپنی جائیداد سے عاق کر دیا ہے اس کے کسی قول و فعل کا میں ذمہ دار نہیں ہوں گا اطلاع عام کے لیے اعلان کیا جاتا ہے کہ میں نے اپنے بیٹے کو اپنی جائیداد سے عاق کر دیا ہے اس کے کسی قول و فعل کا میں ذمہ دار نہیں ہوں گا اطلاع عام کے لیے اعلان کیا جاتا ہے کہ میں نے اپنے بیٹے کو اپنی جائیداد سے عاق کر دیا ہے اس کے کسی قول و فعل کا میں ذمہ دار نہیں ہوں گا اطلاع عام کے لیے اعلان کیا جاتا ہے کہ میں نے (434, 908, 573, 1081)
ad-header (290, 196, 429, 209)
ad-header (1008, 1414, 1147, 1427)
ad-body-text: اطلاع عام کے لیے اعلان کیا جاتا ہے کہ میں نے اپنے بیٹے کو اپنی جائیداد سے عاق کر دیا ہے اس کے کسی قول و فعل کا میں ذمہ دار نہیں ہوں گا اطلاع عام کے لیے اعلان کیا جاتا ہے کہ میں نے اپنے بیٹے کو اپنی جائیداد سے عاق کر دیا ہے اس کے کسی قول و فعل کا میں ذمہ دار نہیں ہوں گا اطلاع عام کے لیے اعلان کیا جاتا ہے کہ میں نے اپنے بیٹے کو اپنی جائیداد سے عاق کر دیا ہے اس کے کسی قول و فعل کا میں ذمہ دار نہیں ہوں گا اطلاع عام کے لیے اعلان کیا جاتا ہے کہ میں نے اپنے بیٹے کو اپنی جائیداد سے عاق کر دیا ہے اس کے کسی قول و فعل کا میں ذمہ دار نہیں ہوں گا اطلاع عام کے لیے اعلان کیا جاتا ہے کہ میں نے اپنے بیٹے کو اپنی جائیداد سے عاق کر دیا ہے اس (578, 1556, 717, 1642)
ad-number-badge: اشتہار نمبر 64 (73, 1012, 142, 1025)
ad-number-badge: اشتہار نمبر 46 (360, 1256, 429, 1269)
classified-ad (290, 603, 429, 790)
classified-ad (434, 1547, 573, 1575)
ad-header (1008, 964, 1147, 977)
classified-ad (721, 1140, 860, 1312)
classified-ad (721, 588, 860, 717)
ad-body-text: اطلاع عام کے لیے اعلان کیا جاتا ہے کہ میں نے اپنے بیٹے کو اپنی جائیداد سے عاق کر دیا ہے اس کے کسی قول و فعل کا میں ذمہ دار نہیں ہوں گا اطلاع عام کے لیے اعلان کیا جاتا ہے کہ میں نے اپنے بیٹے کو اپنی جائیداد سے عاق کر دیا ہے اس کے کسی قول و فعل کا میں ذمہ دار نہیں ہوں گا اطلاع عام کے لیے اعلان کیا جاتا ہے کہ میں نے اپنے بیٹے کو اپنی جائیداد سے عاق کر دیا ہے اس کے کسی قول و فعل کا میں ذمہ دار نہیں ہوں گا اطلاع عام کے لیے اعلان کیا جاتا ہے کہ میں نے اپنے بیٹے کو اپنی جائیداد سے عاق کر دیا ہے اس کے کسی قول و فعل کا میں ذمہ دار نہیں ہوں گا اطلاع عام کے لیے اعلان کیا جاتا ہے کہ میں نے اپنے بیٹے کو اپنی جائیداد سے عاق کر دیا ہے اس کے کسی قول و فعل کا میں ذمہ دار نہیں ہوں گا اطلاع عام کے لیے اعلان کیا جاتا ہے کہ میں نے اپنے بیٹے کو اپنی جائیداد سے عاق کر دیا ہے اس کے کسی قول و فعل کا میں ذمہ دار نہیں ہوں گا اطلاع عام کے لیے اعلان کیا جاتا ہے کہ میں نے اپنے بیٹے کو اپنی جائیداد سے عاق کر دیا ہے اس کے کسی قول و فعل کا میں ذمہ دار نہیں ہوں گا اطلاع عام کے لیے اعلان کیا جاتا ہے کہ میں نے اپنے بیٹے کو اپنی جائیداد سے عاق کر دیا ہے اس کے کسی قول و فعل کا میں ذمہ دار نہیں ہوں گا اطلاع عام کے لیے اعلان کیا جاتا ہے کہ میں نے اپنے بیٹے کو اپنی جائیداد سے عاق کر (147, 892, 286, 1050)
classified-ad (1008, 1414, 1147, 1615)
ad-number-badge: اشتہار نمبر 25 (647, 22, 716, 35)
ad-number-badge: اشتہار نمبر 61 (73, 619, 142, 632)
ad-title (865, 1028, 934, 1029)
classified-ad (578, 1238, 717, 1540)
ad-title (434, 478, 503, 479)
classified-ad (721, 211, 860, 398)
classified-ad (147, 1401, 286, 1516)
ad-header (2, 225, 142, 238)
ad-number-badge: اشتہار نمبر 20 (791, 720, 860, 733)
classified-ad (290, 196, 429, 368)
ad-header (434, 1083, 573, 1096)
ad-number-badge: اشتہار نمبر 24 (791, 1518, 860, 1531)
ad-body-text: اطلاع عام کے لیے اعلان کیا جاتا ہے کہ میں نے اپنے بیٹے کو اپنی جائیداد سے عاق کر دیا ہے اس کے کسی قول و فعل کا میں ذمہ دار نہیں ہوں گا اطلاع عام کے لیے اعلان کیا جاتا ہے کہ میں نے اپنے بیٹے کو اپنی جائیداد سے عاق کر دیا ہے اس کے کسی قول و فعل کا میں ذمہ دار نہیں ہوں گا اطلاع عام کے لیے اعلان کیا جاتا ہے کہ میں نے اپنے بیٹے کو اپنی جائیداد سے عاق کر دیا ہے اس کے کسی قول و فعل کا میں ذمہ دار نہیں ہوں گا اطلاع عام کے لیے اعلان کیا جاتا ہے کہ میں نے اپنے بیٹے کو اپنی جائیداد سے عاق کر دیا ہے اس کے کسی قول و فعل کا میں ذمہ دار نہیں ہوں گا اطلاع عام کے لیے اعلان کیا جاتا ہے کہ میں نے اپنے بیٹے کو اپنی جائیداد سے عاق کر دیا ہے اس کے کسی قول و فعل کا میں ذمہ دار نہیں ہوں گا اطلاع عام کے لیے اعلان کیا جاتا ہے کہ میں نے اپنے بیٹے کو اپنی جائیداد سے عاق کر دیا ہے اس کے کسی قول و فعل کا میں ذمہ دار نہیں ہوں گا اطلاع عام کے لیے اعلان کیا جاتا ہے کہ میں نے اپنے بیٹے کو اپنی جائیداد سے عاق کر دیا ہے اس کے کسی قول و فعل کا میں ذمہ دار نہیں ہوں گا اطلاع عام کے لیے اعلان کیا جاتا ہے کہ میں نے اپنے بیٹے کو اپنی جائیداد سے عاق کر دیا ہے اس کے کسی قول و فعل کا میں ذمہ دار نہیں ہوں گا اطلاع عام کے لیے اعلان کیا جاتا ہے کہ میں نے اپنے بیٹے کو اپنی جائیداد سے عاق کر دیا ہے اس کے کسی قول و فعل کا میں ذمہ دار نہیں ہوں گا اطلاع عام کے لیے اعلان کیا جاتا ہے کہ میں نے اپنے بیٹے کو اپنی جائیداد سے عاق کر دیا ہے اس کے کسی قول و فعل کا میں ذمہ دار نہیں ہوں گا اطلاع عام کے لیے اعلان کیا جاتا ہے کہ میں نے اپنے بیٹے کو اپنی جائیداد سے عاق کر دیا ہے اس کے کسی قول و فعل کا میں ذمہ (865, 36, 1004, 238)
classified-ad (2, 1320, 142, 1449)
classified-ad (147, 675, 286, 876)
ad-number-badge: اشتہار نمبر 17 (791, 211, 860, 224)
ad-number-badge: اشتہار نمبر 31 (503, 22, 572, 35)
ad-header (2, 1115, 142, 1128)
ad-number-badge: اشتہار نمبر 6 (1084, 1211, 1147, 1224)
ad-header (2, 1012, 142, 1025)
classified-ad (147, 182, 286, 513)
classified-ad (1008, 964, 1147, 1208)
classified-ad (721, 720, 860, 835)
ad-number-badge: اشتہار نمبر 62 (73, 736, 142, 749)
ad-title (434, 711, 503, 712)
ad-title (721, 406, 790, 407)
classified-ad (147, 22, 286, 180)
classified-ad (578, 1542, 717, 1642)
ad-body-text: اطلاع عام کے لیے اعلان کیا جاتا ہے کہ میں نے اپنے بیٹے کو اپنی جائیداد سے عاق کر دیا ہے اس کے کسی قول و فعل کا میں ذمہ دار نہیں ہوں گا اطلاع عام کے لیے اعلان کیا جاتا ہے کہ میں نے اپنے بیٹے کو اپنی جائیداد سے عاق کر دیا ہے اس کے کسی قول و فعل کا میں ذمہ دار نہیں ہوں گا اطلاع عام کے لیے اعلان کیا جاتا ہے کہ میں نے اپنے بیٹے کو اپنی جائیداد سے عاق کر دیا ہے اس کے کسی قول و فعل کا میں ذمہ دار نہیں ہوں گا اطلاع عام کے لیے اعلان کیا جاتا ہے کہ میں نے اپنے بیٹے کو اپنی جائیداد سے عاق کر دیا ہے اس کے کسی قول و فعل کا میں ذمہ دار نہیں ہوں گا اطلاع عام کے لیے اعلان کیا جاتا ہے کہ میں نے اپنے بیٹے کو اپنی جائیداد سے عاق کر دیا ہے اس کے کسی قول و فعل کا میں ذمہ دار نہیں ہوں گا اطلاع عام کے لیے اعلان کیا جاتا ہے کہ میں نے اپنے بیٹے کو اپنی جائیداد سے عاق کر دیا ہے اس کے کسی قول و فعل کا میں ذمہ دار نہیں ہوں گا اطلاع عام کے لیے اعلان کیا جاتا ہے کہ میں نے اپنے بیٹے کو اپنی جائیداد سے عاق کر دیا ہے اس کے کسی قول و فعل کا میں ذمہ دار نہیں ہوں گا اطلاع عام کے لیے اعلان کیا جاتا ہے کہ میں نے اپنے بیٹے کو اپنی جائیداد سے عاق کر دیا ہے اس کے کسی قول و فعل کا میں ذمہ دار نہیں ہوں گا اطلاع عام کے لیے اعلان کیا جاتا ہے کہ میں نے اپنے بیٹے کو اپنی جائیداد سے عاق کر دیا ہے اس کے کسی قول و فعل کا میں ذمہ دار نہیں ہوں گا اطلاع عام کے لیے اعلان کیا جاتا ہے کہ میں نے اپنے بیٹے کو اپنی جائیداد سے عاق کر دیا ہے اس کے کسی قول و فعل کا میں ذمہ دار نہیں ہوں گا اطلاع عام کے لیے اعلان کیا جاتا ہے کہ میں نے اپنے بیٹے کو اپنی جائیداد سے عاق کر دیا ہے اس کے کسی قول و فعل کا میں ذمہ دار نہیں ہوں گا اطلاع عام کے لیے اعلان کیا جاتا ہے کہ میں نے اپنے بیٹے کو اپنی جائیداد سے عاق کر دیا ہے اس کے کسی قول و فعل کا میں ذمہ دار نہیں ہوں گا اطلاع عام کے لیے اعلان کیا جاتا ہے کہ میں نے اپنے بیٹے کو اپنی جائیداد سے عاق کر دیا ہے اس کے کسی قول و فعل کا میں ذمہ دار نہیں ہوں گا اطلاع عام کے لیے اعلان کیا جاتا ہے کہ میں نے اپنے بیٹے کو اپنی جائیداد سے عاق کر دیا ہے اس کے کسی قول و فعل کا میں ذمہ دار نہیں ہوں گا اطلاع عام کے لیے اعلان کیا جاتا ہے کہ میں نے اپنے بیٹے کو اپنی جائیداد سے عاق کر دیا ہے اس کے کسی قول و فعل کا میں ذمہ دار نہیں ہوں گا اطلاع عام کے لیے اعلان کیا جاتا ہے کہ میں نے اپنے بیٹے کو اپنی جائیداد سے عاق کر دیا ہے اس کے کسی قول و فعل کا میں ذمہ دار نہیں ہوں گا اطلاع عام کے لیے اعلان کیا جاتا ہے کہ میں نے اپنے بیٹے کو اپنی جائیداد سے عاق کر دیا ہے اس کے کسی قول و فعل کا میں ذمہ دار نہیں ہوں گا اطلاع عام کے (147, 196, 286, 513)
ad-number-badge: اشتہار نمبر 37 (503, 1083, 572, 1096)
ad-title (2, 28, 72, 29)
ad-number-badge: اشتہار نمبر 2 (1084, 441, 1147, 454)
ad-number-badge: اشتہار نمبر 15 (934, 1292, 1003, 1305)
ad-header (1008, 790, 1147, 803)
ad-title (578, 231, 647, 232)
ad-number-badge: اشتہار نمبر 12 (934, 790, 1003, 803)
ad-body-text: اطلاع عام کے لیے اعلان کیا جاتا ہے کہ میں نے اپنے بیٹے کو اپنی جائیداد سے عاق کر دیا ہے اس کے کسی قول و فعل کا میں ذمہ دار نہیں ہوں گا اطلاع عام کے لیے اعلان کیا جاتا ہے کہ میں نے اپنے بیٹے کو اپنی جائیداد سے عاق کر دیا ہے اس کے کسی قول و فعل کا میں ذمہ دار نہیں ہوں گا اطلاع عام کے لیے اعلان کیا جاتا ہے کہ میں نے اپنے بیٹے کو اپنی جائیداد سے عاق کر دیا ہے اس کے کسی قول و فعل کا میں ذمہ دار نہیں ہوں گا اطلاع عام کے لیے اعلان کیا جاتا ہے کہ میں نے اپنے بیٹے کو اپنی جائیداد سے عاق کر دیا ہے اس کے کسی قول و فعل کا میں ذمہ دار نہیں ہوں گا اطلاع عام کے لیے اعلان کیا جاتا ہے کہ میں نے اپنے بیٹے کو اپنی جائیداد سے عاق کر دیا ہے اس کے کسی قول و فعل کا میں ذمہ دار نہیں ہوں گا اطلاع عام کے لیے اعلان کیا جاتا ہے کہ میں نے اپنے بیٹے کو اپنی (1008, 1631, 1147, 1732)
ad-title (721, 1524, 790, 1525)
ad-header (147, 1518, 286, 1531)
ad-body-text: اطلاع عام کے لیے اعلان کیا جاتا ہے کہ میں نے اپنے بیٹے کو اپنی جائیداد سے عاق کر دیا ہے اس کے کسی قول و فعل کا میں ذمہ دار نہیں ہوں گا اطلاع عام کے لیے اعلان کیا جاتا ہے کہ میں نے اپنے بیٹے کو اپنی جائیداد سے عاق کر دیا ہے اس کے کسی قول و فعل کا میں ذمہ دار نہیں ہوں گا اطلاع عام کے لیے اعلان کیا جاتا ہے کہ میں نے اپنے بیٹے کو اپنی جائیداد سے عاق کر دیا ہے اس کے کسی قول و فعل کا میں ذمہ دار نہیں ہوں گا اطلاع عام کے لیے اعلان کیا جاتا ہے کہ میں نے اپنے بیٹے کو اپنی جائیداد سے عاق کر دیا ہے اس کے کسی قول و فعل کا میں ذمہ دار نہیں ہوں گا اطلاع عام کے لیے اعلان کیا جاتا ہے کہ میں نے اپنے بیٹے کو اپنی جائیداد سے عاق کر دیا ہے اس کے کسی قول و فعل کا میں ذمہ دار نہیں ہوں گا اطلاع عام کے لیے اعلان کیا جاتا ہے کہ میں نے اپنے بیٹے کو اپنی جائیداد سے عاق کر دیا ہے اس کے کسی قول و فعل کا میں ذمہ دار نہیں ہوں گا اطلاع عام کے لیے اعلان کیا جاتا ہے کہ میں نے اپنے بیٹے کو اپنی جائیداد سے عاق کر دیا ہے اس کے کسی قول و فعل کا میں ذمہ دار نہیں ہوں گا اطلاع عام کے لیے اعلان کیا جاتا ہے کہ میں نے اپنے بیٹے کو اپنی جائیداد سے عاق کر دیا ہے اس کے کسی قول و فعل کا میں ذمہ دار نہیں ہوں گا اطلاع عام کے لیے اعلان کیا جاتا ہے کہ میں نے اپنے بیٹے کو اپنی جائیداد سے عاق کر دیا ہے اس کے کسی قول و فعل کا میں ذمہ دار نہیں ہوں گا اطلاع عام کے لیے اعلان کیا جاتا ہے کہ میں نے اپنے بیٹے کو اپنی جائیداد سے عاق کر دیا ہے اس کے کسی قول و فعل کا میں ذمہ دار نہیں ہوں گا اطلاع عام کے (1008, 1428, 1147, 1615)
classified-ad (1008, 1211, 1147, 1412)
ad-header (2, 852, 142, 865)
ad-body-text: اطلاع عام کے لیے اعلان کیا جاتا ہے کہ میں نے اپنے بیٹے کو اپنی جائیداد سے عاق کر دیا ہے اس کے کسی قول و فعل کا میں ذمہ دار نہیں ہوں گا اطلاع عام کے لیے اعلان کیا جاتا ہے کہ میں نے اپنے بیٹے کو اپنی جائیداد سے عاق کر دیا ہے اس کے کسی قول و فعل کا میں ذمہ دار نہیں ہوں گا اطلاع عام کے لیے اعلان کیا جاتا ہے کہ میں نے اپنے بیٹے کو اپنی جائیداد سے عاق کر دیا ہے اس کے کسی قول و فعل کا میں ذمہ دار نہیں ہوں گا اطلاع عام کے لیے اعلان کیا جاتا ہے کہ میں نے اپنے بیٹے کو اپنی جائیداد سے عاق کر دیا ہے اس کے کسی قول و فعل کا میں ذمہ دار نہیں ہوں گا اطلاع عام کے لیے اعلان کیا جاتا ہے کہ میں نے اپنے بیٹے کو اپنی جائیداد سے عاق کر دیا ہے اس کے کسی قول و فعل کا میں ذمہ دار نہیں ہوں گا اطلاع عام کے لیے اعلان کیا جاتا ہے کہ میں نے اپنے بیٹے کو اپنی جائیداد سے عاق کر دیا ہے اس کے کسی قول و فعل کا میں ذمہ دار نہیں ہوں گا اطلاع عام کے لیے اعلان کیا جاتا (2, 1334, 142, 1449)
ad-body-text: اطلاع عام کے لیے اعلان کیا جاتا ہے کہ میں نے اپنے بیٹے کو اپنی جائیداد سے عاق کر دیا ہے اس کے کسی قول و فعل کا میں ذمہ دار نہیں ہوں گا اطلاع عام کے لیے اعلان کیا جاتا ہے کہ میں نے اپنے بیٹے کو اپنی جائیداد سے عاق کر دیا ہے اس کے کسی قول و فعل کا میں ذمہ دار نہیں ہوں گا اطلاع عام کے لیے اعلان کیا جاتا ہے کہ میں نے اپنے بیٹے کو اپنی جائیداد سے عاق کر دیا ہے اس کے کسی قول و فعل کا میں ذمہ دار نہیں ہوں گا اطلاع عام کے لیے اعلان کیا جاتا ہے کہ میں نے اپنے بیٹے کو اپنی جائیداد سے عاق کر دیا ہے اس کے کسی قول و فعل کا میں ذمہ دار نہیں ہوں گا اطلاع عام کے لیے اعلان کیا جاتا ہے کہ میں نے اپنے بیٹے کو اپنی جائیداد سے عاق کر دیا ہے اس کے کسی قول و فعل کا میں ذمہ دار نہیں ہوں گا اطلاع عام کے لیے اعلان کیا جاتا ہے کہ میں نے اپنے بیٹے کو اپنی جائیداد سے عاق کر دیا ہے اس کے کسی قول و فعل کا میں ذمہ دار نہیں ہوں گا اطلاع عام کے لیے اعلان کیا جاتا ہے کہ میں نے اپنے بیٹے کو اپنی جائیداد سے عاق کر دیا ہے اس کے کسی قول و فعل کا میں ذمہ دار نہیں ہوں گا اطلاع عام کے لیے اعلان کیا جاتا ہے کہ میں نے اپنے بیٹے کو اپنی جائیداد سے عاق کر دیا ہے اس کے کسی قول و فعل کا میں ذمہ دار نہیں ہوں گا اطلاع عام کے لیے اعلان کیا جاتا ہے کہ میں نے اپنے بیٹے کو اپنی جائیداد سے عاق کر دیا ہے اس کے کسی قول و فعل کا میں ذمہ دار نہیں ہوں گا اطلاع عام کے لیے اعلان کیا جاتا ہے کہ میں نے اپنے بیٹے کو اپنی جائیداد سے عاق کر دیا ہے اس کے کسی قول و فعل کا میں ذمہ دار نہیں ہوں گا اطلاع عام کے لیے اعلان کیا جاتا ہے کہ میں نے اپنے بیٹے کو اپنی جائیداد سے عاق کر دیا ہے اس کے کسی قول و فعل کا میں ذمہ دار نہیں ہوں گا اطلاع عام کے لیے اعلان کیا جاتا ہے کہ میں نے اپنے بیٹے کو اپنی جائیداد سے عاق کر دیا ہے اس کے کسی قول و فعل کا میں ذمہ دار نہیں ہوں گا اطلاع عام کے لیے اعلان کیا جاتا ہے کہ میں نے اپنے بیٹے کو اپنی جائیداد سے عاق کر دیا ہے اس کے کسی قول و فعل کا میں ذمہ دار نہیں ہوں گا اطلاع عام کے لیے اعلان کیا جاتا ہے کہ میں نے اپنے بیٹے کو اپنی جائیداد سے عاق کر دیا ہے اس کے کسی قول و فعل کا میں ذمہ دار نہیں ہوں گا اطلاع عام کے لیے اعلان کیا جاتا ہے کہ میں نے اپنے بیٹے کو اپنی جائیداد سے عاق کر دیا ہے اس کے کسی قول و فعل کا میں ذمہ دار نہیں ہوں گا اطلاع عام کے لیے اعلان کیا جاتا ہے کہ میں نے اپنے بیٹے کو اپنی جائیداد سے عاق کر (721, 850, 860, 1138)
column (718, 20, 862, 2112)
ad-body-text: اطلاع عام کے لیے اعلان کیا جاتا ہے کہ میں نے اپنے بیٹے کو اپنی جائیداد سے عاق کر دیا ہے اس کے کسی قول و فعل کا میں ذمہ دار نہیں ہوں گا اطلاع عام کے لیے اعلان کیا جاتا ہے کہ میں نے اپنے بیٹے کو اپنی جائیداد سے عاق کر دیا ہے اس کے کسی قول و فعل کا میں ذمہ دار نہیں ہوں گا اطلاع عام کے لیے اعلان کیا جاتا ہے کہ میں نے اپنے بیٹے کو اپنی جائیداد سے عاق کر دیا ہے اس کے کسی قول و فعل کا میں ذمہ دار نہیں ہوں گا اطلاع عام کے لیے اعلان کیا جاتا ہے کہ میں نے اپنے بیٹے کو اپنی جائیداد سے عاق کر دیا ہے اس کے کسی قول و فعل کا میں ذمہ دار نہیں ہوں گا اطلاع عام کے لیے اعلان کیا جاتا ہے کہ میں نے اپنے بیٹے کو اپنی جائیداد سے عاق کر دیا ہے اس کے کسی قول و فعل کا میں ذمہ دار نہیں ہوں گا اطلاع عام کے لیے اعلان کیا جاتا ہے کہ میں نے اپنے بیٹے کو اپنی جائیداد سے عاق کر دیا ہے اس کے کسی قول و فعل کا میں ذمہ دار نہیں ہوں گا اطلاع عام کے لیے اعلان کیا جاتا ہے کہ میں نے اپنے بیٹے کو اپنی جائیداد سے عاق کر دیا ہے اس کے کسی قول و فعل کا میں ذمہ دار نہیں ہوں گا اطلاع عام کے لیے اعلان کیا جاتا ہے کہ میں نے اپنے بیٹے کو اپنی جائیداد سے عاق کر دیا ہے اس کے کسی قول و فعل کا میں ذمہ دار نہیں ہوں گا اطلاع عام کے لیے اعلان کیا جاتا ہے کہ میں نے اپنے بیٹے کو اپنی جائیداد سے عاق کر دیا ہے اس کے کسی قول و فعل کا میں ذمہ دار نہیں ہوں گا اطلاع عام کے لیے اعلان کیا جاتا ہے کہ میں نے اپنے بیٹے کو اپنی جائیداد سے عاق کر دیا ہے اس کے کسی قول و فعل کا میں ذمہ دار نہیں ہوں گا اطلاع عام کے (578, 239, 717, 426)
ad-title (147, 188, 216, 189)
classified-ad (578, 704, 717, 1236)
ad-header (434, 1547, 573, 1560)
ad-number-badge: اشتہار نمبر 63 (73, 852, 142, 865)
ad-header (721, 836, 860, 849)
ad-body-text: اطلاع عام کے لیے اعلان کیا جاتا ہے کہ میں نے اپنے بیٹے کو اپنی جائیداد سے عاق کر دیا ہے اس کے کسی قول و فعل کا میں ذمہ دار نہیں ہوں گا اطلاع عام کے لیے اعلان کیا جاتا ہے کہ میں نے اپنے بیٹے کو اپنی جائیداد سے عاق کر دیا ہے اس کے کسی قول و فعل کا میں ذمہ دار نہیں ہوں گا اطلاع عام کے لیے اعلان کیا جاتا ہے کہ میں نے اپنے بیٹے کو اپنی جائیداد سے عاق کر دیا ہے اس کے کسی قول و فعل کا میں ذمہ دار نہیں ہوں گا اطلاع عام کے لیے اعلان کیا جاتا ہے کہ میں نے اپنے بیٹے کو اپنی جائیداد سے عاق کر دیا ہے اس کے کسی قول و فعل کا میں ذمہ دار نہیں ہوں گا اطلاع عام کے لیے اعلان کیا جاتا ہے کہ میں نے اپنے بیٹے کو اپنی جائیداد سے عاق کر دیا ہے اس کے کسی قول و فعل کا میں ذمہ دار نہیں ہوں گا اطلاع عام کے لیے اعلان کیا جاتا ہے کہ میں نے اپنے بیٹے کو اپنی جائیداد سے عاق کر دیا ہے اس کے کسی قول و فعل کا میں ذمہ دار نہیں ہوں گا اطلاع عام کے لیے اعلان کیا جاتا ہے کہ میں نے اپنے بیٹے کو اپنی جائیداد سے عاق کر دیا ہے اس کے کسی قول و فعل کا میں ذمہ دار نہیں ہوں گا اطلاع عام کے لیے اعلان کیا جاتا ہے کہ میں نے اپنے بیٹے کو اپنی جائیداد سے عاق کر دیا ہے اس کے کسی قول و فعل کا میں ذمہ دار نہیں ہوں گا اطلاع عام کے لیے اعلان کیا جاتا ہے کہ میں نے اپنے بیٹے کو اپنی جائیداد سے عاق کر دیا ہے اس کے کسی قول و فعل کا میں ذمہ دار نہیں ہوں گا اطلاع عام کے لیے اعلان کیا جاتا ہے کہ میں نے اپنے بیٹے کو اپنی جائیداد سے عاق کر دیا ہے اس کے کسی قول و فعل کا میں ذمہ دار نہیں ہوں گا اطلاع عام کے لیے اعلان کیا جاتا ہے کہ میں نے اپنے بیٹے کو اپنی جائیداد سے عاق کر دیا ہے اس کے کسی قول و فعل کا میں ذمہ دار نہیں ہوں گا اطلاع عام کے لیے اعلان کیا جاتا ہے کہ میں نے اپنے بیٹے کو اپنی جائیداد سے عاق کر دیا ہے اس کے کسی قول و فعل کا میں ذمہ دار نہیں ہوں گا اطلاع عام کے لیے اعلان کیا جاتا ہے کہ میں نے اپنے بیٹے کو اپنی جائیداد سے عاق کر دیا ہے اس کے کسی قول و فعل کا میں ذمہ دار نہیں ہوں گا اطلاع عام کے لیے اعلان کیا جاتا ہے کہ میں نے اپنے بیٹے کو اپنی جائیداد سے عاق کر دیا ہے اس کے کسی قول و فعل کا میں ذمہ دار نہیں ہوں گا اطلاع عام کے لیے اعلان کیا جاتا ہے کہ میں نے اپنے بیٹے کو اپنی جائیداد سے عاق کر دیا ہے اس کے کسی قول و فعل کا میں ذمہ دار نہیں ہوں گا اطلاع عام کے لیے اعلان کیا جاتا ہے کہ میں نے اپنے بیٹے کو اپنی جائیداد سے عاق کر (865, 500, 1004, 788)
ad-title (147, 1524, 216, 1525)
masthead-date: روزنامہ قوم (5) 23 فروری 2026ء (0, 0, 1149, 19)
classified-ad (434, 705, 573, 892)
